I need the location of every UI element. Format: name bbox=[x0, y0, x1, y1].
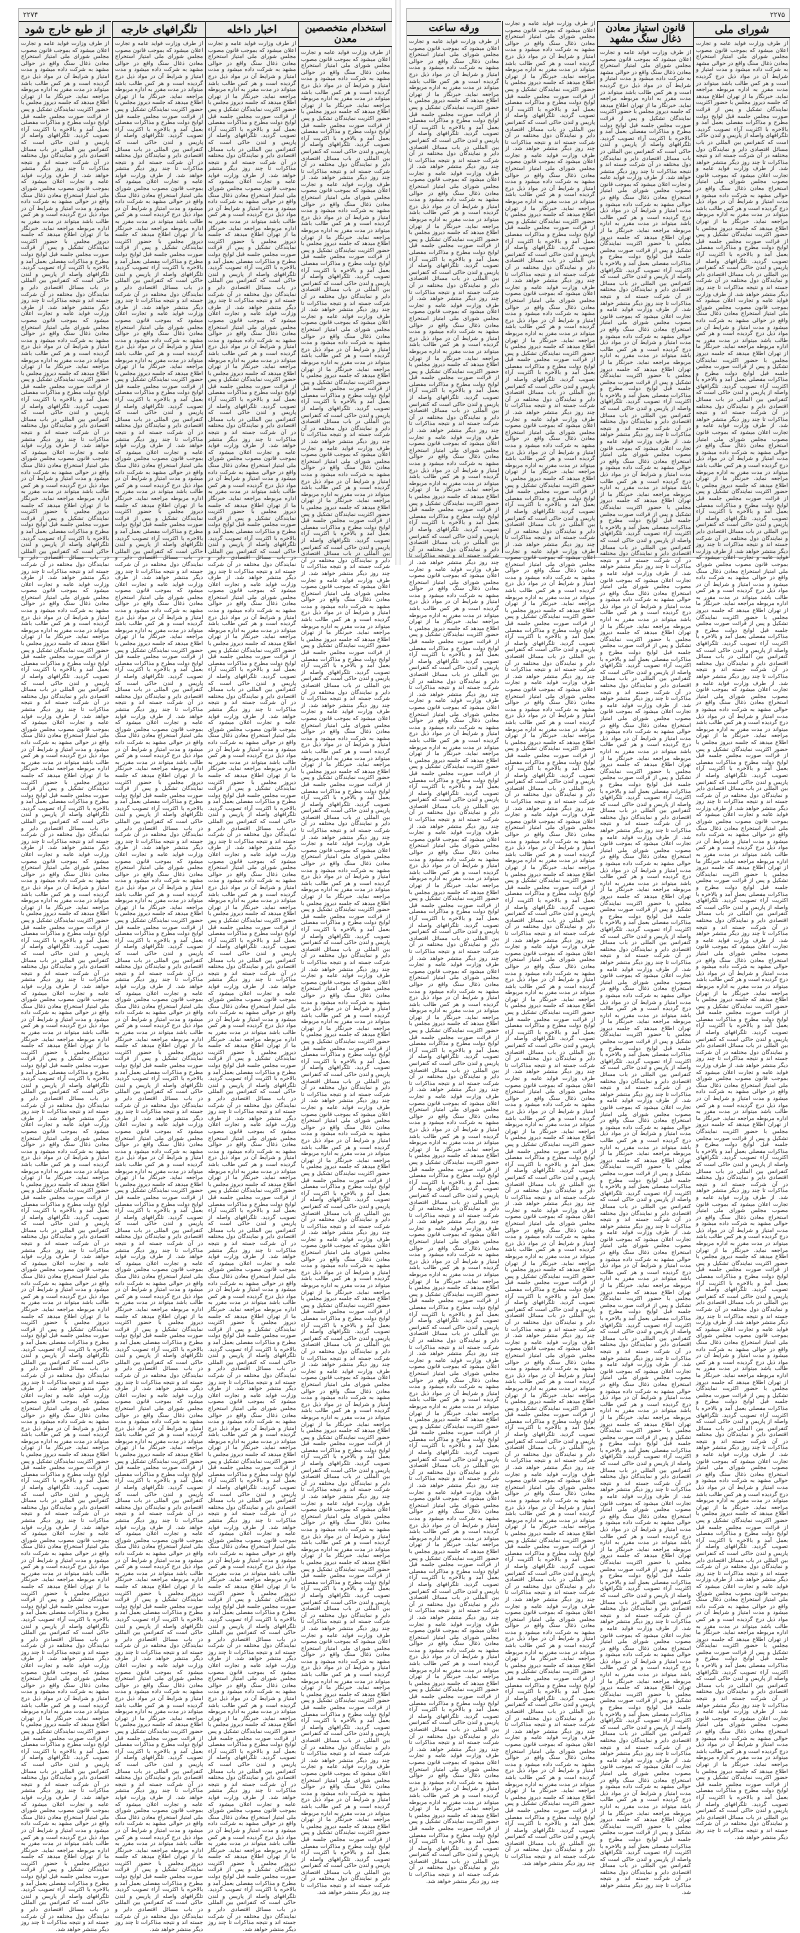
right-page bbox=[406, 8, 790, 1896]
right-col-1 bbox=[407, 21, 501, 1885]
column-text: از طرف وزارت فواید عامه و تجارت اعلان میشود که بموجب قانون مصوب مجلس شورای ملی امتیاز استخراج معادن ذغال سنگ واقع در حوالی مشهد به شرکت داده میشود و مدت امتیاز و شرایط آن در مواد ذیل درج گردیده است و هر کس طالب باشد میتواند در مدت مقرر به اداره مربوطه مراجعه نماید. خبرنگار ما از تهران اطلاع میدهد که جلسه دیروز مجلس با حضور اکثریت نمایندگان تشکیل و پس از قرائت صورت مجلس جلسه قبل لوایح دولت مطرح و مذاکرات مفصلی بعمل آمد و بالاخره با اکثریت آراء تصویب گردید. تلگرافهای واصله از پاریس و لندن حاکی است که کنفرانس بین المللی در باب مسائل اقتصادی دایر و نمایندگان دول مختلفه در آن شرکت جسته اند و نتیجه مذاکرات تا چند روز دیگر منتشر خواهد شد. از طرف وزارت فواید عامه و تجارت اعلان میشود که بموجب قانون مصوب مجلس شورای ملی امتیاز استخراج معادن ذغال سنگ واقع در حوالی مشهد به شرکت داده میشود و مدت امتیاز و شرایط آن در مواد ذیل درج گردیده است و هر کس طالب باشد میتواند در مدت مقرر به اداره مربوطه مراجعه نماید. خبرنگار ما از تهران اطلاع میدهد که جلسه دیروز مجلس با حضور اکثریت نمایندگان تشکیل و پس از قرائت صورت مجلس جلسه قبل لوایح دولت مطرح و مذاکرات مفصلی بعمل آمد و بالاخره با اکثریت آراء تصویب گردید. تلگرافهای واصله از پاریس و لندن حاکی است که کنفرانس بین المللی در باب مسائل اقتصادی دایر و نمایندگان دول مختلفه در آن شرکت جسته اند و نتیجه مذاکرات تا چند روز دیگر منتشر خواهد شد. از طرف وزارت فواید عامه و تجارت اعلان میشود که بموجب قانون مصوب مجلس شورای ملی امتیاز استخراج معادن ذغال سنگ واقع در حوالی مشهد به شرکت داده میشود و مدت امتیاز و شرایط آن در مواد ذیل درج گردیده است و هر کس طالب باشد میتواند در مدت مقرر به اداره مربوطه مراجعه نماید. خبرنگار ما از تهران اطلاع میدهد که جلسه دیروز مجلس با حضور اکثریت نمایندگان تشکیل و پس از قرائت صورت مجلس جلسه قبل لوایح دولت مطرح و مذاکرات مفصلی بعمل آمد و بالاخره با اکثریت آراء تصویب گردید. تلگرافهای واصله از پاریس و لندن حاکی است که کنفرانس بین المللی در باب مسائل اقتصادی دایر و نمایندگان دول مختلفه در آن شرکت جسته اند و نتیجه مذاکرات تا چند روز دیگر منتشر خواهد شد. از طرف وزارت فواید عامه و تجارت اعلان میشود که بموجب قانون مصوب مجلس شورای ملی امتیاز استخراج معادن ذغال سنگ واقع در حوالی مشهد به شرکت داده میشود و مدت امتیاز و شرایط آن در مواد ذیل درج گردیده است و هر کس طالب باشد میتواند در مدت مقرر به اداره مربوطه مراجعه نماید. خبرنگار ما از تهران اطلاع میدهد که جلسه دیروز مجلس با حضور اکثریت نمایندگان تشکیل و پس از قرائت صورت مجلس جلسه قبل لوایح دولت مطرح و مذاکرات مفصلی بعمل آمد و بالاخره با اکثریت آراء تصویب گردید. تلگرافهای واصله از پاریس و لندن حاکی است که کنفرانس بین المللی در باب مسائل اقتصادی دایر و نمایندگان دول مختلفه در آن شرکت جسته اند و نتیجه مذاکرات تا چند روز دیگر منتشر خواهد شد. از طرف وزارت فواید عامه و تجارت اعلان میشود که بموجب قانون مصوب مجلس شورای ملی امتیاز استخراج معادن ذغال سنگ واقع در حوالی مشهد به شرکت داده میشود و مدت امتیاز و شرایط آن در مواد ذیل درج گردیده است و هر کس طالب باشد میتواند در مدت مقرر به اداره مربوطه مراجعه نماید. خبرنگار ما از تهران اطلاع میدهد که جلسه دیروز مجلس با حضور اکثریت نمایندگان تشکیل و پس از قرائت صورت مجلس جلسه قبل لوایح دولت مطرح و مذاکرات مفصلی بعمل آمد و بالاخره با اکثریت آراء تصویب گردید. تلگرافهای واصله از پاریس و لندن حاکی است که کنفرانس بین المللی در باب مسائل اقتصادی دایر و نمایندگان دول مختلفه در آن شرکت جسته اند و نتیجه مذاکرات تا چند روز دیگر منتشر خواهد شد. از طرف وزارت فواید عامه و تجارت اعلان میشود که بموجب قانون مصوب مجلس شورای ملی امتیاز استخراج معادن ذغال سنگ واقع در حوالی مشهد به شرکت داده میشود و مدت امتیاز و شرایط آن در مواد ذیل درج گردیده است و هر کس طالب باشد میتواند در مدت مقرر به اداره مربوطه مراجعه نماید. خبرنگار ما از تهران اطلاع میدهد که جلسه دیروز مجلس با حضور اکثریت نمایندگان تشکیل و پس از قرائت صورت مجلس جلسه قبل لوایح دولت مطرح و مذاکرات مفصلی بعمل آمد و بالاخره با اکثریت آراء تصویب گردید. تلگرافهای واصله از پاریس و لندن حاکی است که کنفرانس بین المللی در باب مسائل اقتصادی دایر و نمایندگان دول مختلفه در آن شرکت جسته اند و نتیجه مذاکرات تا چند روز دیگر منتشر خواهد شد. از طرف وزارت فواید عامه و تجارت اعلان میشود که بموجب قانون مصوب مجلس شورای ملی امتیاز استخراج معادن ذغال سنگ واقع در حوالی مشهد به شرکت داده میشود و مدت امتیاز و شرایط آن در مواد ذیل درج گردیده است و هر کس طالب باشد میتواند در مدت مقرر به اداره مربوطه مراجعه نماید. خبرنگار ما از تهران اطلاع میدهد که جلسه دیروز مجلس با حضور اکثریت نمایندگان تشکیل و پس از قرائت صورت مجلس جلسه قبل لوایح دولت مطرح و مذاکرات مفصلی بعمل آمد و بالاخره با اکثریت آراء تصویب گردید. تلگرافهای واصله از پاریس و لندن حاکی است که کنفرانس بین المللی در باب مسائل اقتصادی دایر و نمایندگان دول مختلفه در آن شرکت جسته اند و نتیجه مذاکرات تا چند روز دیگر منتشر خواهد شد. از طرف وزارت فواید عامه و تجارت اعلان میشود که بموجب قانون مصوب مجلس شورای ملی امتیاز استخراج معادن ذغال سنگ واقع در حوالی مشهد به شرکت داده میشود و مدت امتیاز و شرایط آن در مواد ذیل درج گردیده است و هر کس طالب باشد میتواند در مدت مقرر به اداره مربوطه مراجعه نماید. خبرنگار ما از تهران اطلاع میدهد که جلسه دیروز مجلس با حضور اکثریت نمایندگان تشکیل و پس از قرائت صورت مجلس جلسه قبل لوایح دولت مطرح و مذاکرات مفصلی بعمل آمد و بالاخره با اکثریت آراء تصویب گردید. تلگرافهای واصله از پاریس و لندن حاکی است که کنفرانس بین المللی در باب مسائل اقتصادی دایر و نمایندگان دول مختلفه در آن شرکت جسته اند و نتیجه مذاکرات تا چند روز دیگر منتشر خواهد شد. از طرف وزارت فواید عامه و تجارت اعلان میشود که بموجب قانون مصوب مجلس شورای ملی امتیاز استخراج معادن ذغال سنگ واقع در حوالی مشهد به شرکت داده میشود و مدت امتیاز و شرایط آن در مواد ذیل درج گردیده است و هر کس طالب باشد میتواند در مدت مقرر به اداره مربوطه مراجعه نماید. خبرنگار ما از تهران اطلاع میدهد که جلسه دیروز مجلس با حضور اکثریت نمایندگان تشکیل و پس از قرائت صورت مجلس جلسه قبل لوایح دولت مطرح و مذاکرات مفصلی بعمل آمد و بالاخره با اکثریت آراء تصویب گردید. تلگرافهای واصله از پاریس و لندن حاکی است که کنفرانس بین المللی در باب مسائل اقتصادی دایر و نمایندگان دول مختلفه در آن شرکت جسته اند و نتیجه مذاکرات تا چند روز دیگر منتشر خواهد شد. از طرف وزارت فواید عامه و تجارت اعلان میشود که بموجب قانون مصوب مجلس شورای ملی امتیاز استخراج معادن ذغال سنگ واقع در حوالی مشهد به شرکت داده میشود و مدت امتیاز و شرایط آن در مواد ذیل درج گردیده است و هر کس طالب باشد میتواند در مدت مقرر به اداره مربوطه مراجعه نماید. خبرنگار ما از تهران اطلاع میدهد که جلسه دیروز مجلس با حضور اکثریت نمایندگان تشکیل و پس از قرائت صورت مجلس جلسه قبل لوایح دولت مطرح و مذاکرات مفصلی بعمل آمد و بالاخره با اکثریت آراء تصویب گردید. تلگرافهای واصله از پاریس و لندن حاکی است که کنفرانس بین المللی در باب مسائل اقتصادی دایر و نمایندگان دول مختلفه در آن شرکت جسته اند و نتیجه مذاکرات تا چند روز دیگر منتشر خواهد شد. از طرف وزارت فواید عامه و تجارت اعلان میشود که بموجب قانون مصوب مجلس شورای ملی امتیاز استخراج معادن ذغال سنگ واقع در حوالی مشهد به شرکت داده میشود و مدت امتیاز و شرایط آن در مواد ذیل درج گردیده است و هر کس طالب باشد میتواند در مدت مقرر به اداره مربوطه مراجعه نماید. خبرنگار ما از تهران اطلاع میدهد که جلسه دیروز مجلس با حضور اکثریت نمایندگان تشکیل و پس از قرائت صورت مجلس جلسه قبل لوایح دولت مطرح و مذاکرات مفصلی بعمل آمد و بالاخره با اکثریت آراء تصویب گردید. تلگرافهای واصله از پاریس و لندن حاکی است که کنفرانس بین المللی در باب مسائل اقتصادی دایر و نمایندگان دول مختلفه در آن شرکت جسته اند و نتیجه مذاکرات تا چند روز دیگر منتشر خواهد شد. از طرف وزارت فواید عامه و تجارت اعلان میشود که بموجب قانون مصوب مجلس شورای ملی امتیاز استخراج معادن ذغال سنگ واقع در حوالی مشهد به شرکت داده میشود و مدت امتیاز و شرایط آن در مواد ذیل درج گردیده است و هر کس طالب باشد میتواند در مدت مقرر به اداره مربوطه مراجعه نماید. خبرنگار ما از تهران اطلاع میدهد که جلسه دیروز مجلس با حضور اکثریت نمایندگان تشکیل و پس از قرائت صورت مجلس جلسه قبل لوایح دولت مطرح و مذاکرات مفصلی بعمل آمد و بالاخره با اکثریت آراء تصویب گردید. تلگرافهای واصله از پاریس و لندن حاکی است که کنفرانس بین المللی در باب مسائل اقتصادی دایر و نمایندگان دول مختلفه در آن شرکت جسته اند و نتیجه مذاکرات تا چند روز دیگر منتشر خواهد شد. از طرف وزارت فواید عامه و تجارت اعلان میشود که بموجب قانون مصوب مجلس شورای ملی امتیاز استخراج معادن ذغال سنگ واقع در حوالی مشهد به شرکت داده میشود و مدت امتیاز و شرایط آن در مواد ذیل درج گردیده است و هر کس طالب باشد میتواند در مدت مقرر به اداره مربوطه مراجعه نماید. خبرنگار ما از تهران اطلاع میدهد که جلسه دیروز مجلس با حضور اکثریت نمایندگان تشکیل و پس از قرائت صورت مجلس جلسه قبل لوایح دولت مطرح و مذاکرات مفصلی بعمل آمد و بالاخره با اکثریت آراء تصویب گردید. تلگرافهای واصله از پاریس و لندن حاکی است که کنفرانس بین المللی در باب مسائل اقتصادی دایر و نمایندگان دول مختلفه در آن شرکت جسته اند و نتیجه مذاکرات تا چند روز دیگر منتشر خواهد شد. از طرف وزارت فواید عامه و تجارت اعلان میشود که بموجب قانون مصوب مجلس شورای ملی امتیاز استخراج معادن ذغال سنگ واقع در حوالی مشهد به شرکت داده میشود و مدت امتیاز و شرایط آن در مواد ذیل درج گردیده است و هر کس طالب باشد میتواند در مدت مقرر به اداره مربوطه مراجعه نماید. خبرنگار ما از تهران اطلاع میدهد که جلسه دیروز مجلس با حضور اکثریت نمایندگان تشکیل و پس از قرائت صورت مجلس جلسه قبل لوایح دولت مطرح و مذاکرات مفصلی بعمل آمد و بالاخره با اکثریت آراء تصویب گردید. تلگرافهای واصله از پاریس و لندن حاکی است که کنفرانس بین المللی در باب مسائل اقتصادی دایر و نمایندگان دول مختلفه در آن شرکت جسته اند و نتیجه مذاکرات تا چند روز دیگر منتشر خواهد شد. bbox=[21, 41, 109, 1933]
page-number: ۲۲۷۴ bbox=[23, 11, 39, 19]
right-col-2 bbox=[502, 21, 597, 1867]
column-heading: از طبع خارج شود bbox=[19, 21, 111, 38]
column-heading: تلگرافهای خارجه bbox=[113, 21, 205, 38]
column-heading: قانون استیاز معادن ذغال سنگ مشهد bbox=[598, 21, 693, 47]
column-text: از طرف وزارت فواید عامه و تجارت اعلان میشود که بموجب قانون مصوب مجلس شورای ملی امتیاز استخراج معادن ذغال سنگ واقع در حوالی مشهد به شرکت داده میشود و مدت امتیاز و شرایط آن در مواد ذیل درج گردیده است و هر کس طالب باشد میتواند در مدت مقرر به اداره مربوطه مراجعه نماید. خبرنگار ما از تهران اطلاع میدهد که جلسه دیروز مجلس با حضور اکثریت نمایندگان تشکیل و پس از قرائت صورت مجلس جلسه قبل لوایح دولت مطرح و مذاکرات مفصلی بعمل آمد و بالاخره با اکثریت آراء تصویب گردید. تلگرافهای واصله از پاریس و لندن حاکی است که کنفرانس بین المللی در باب مسائل اقتصادی دایر و نمایندگان دول مختلفه در آن شرکت جسته اند و نتیجه مذاکرات تا چند روز دیگر منتشر خواهد شد. از طرف وزارت فواید عامه و تجارت اعلان میشود که بموجب قانون مصوب مجلس شورای ملی امتیاز استخراج معادن ذغال سنگ واقع در حوالی مشهد به شرکت داده میشود و مدت امتیاز و شرایط آن در مواد ذیل درج گردیده است و هر کس طالب باشد میتواند در مدت مقرر به اداره مربوطه مراجعه نماید. خبرنگار ما از تهران اطلاع میدهد که جلسه دیروز مجلس با حضور اکثریت نمایندگان تشکیل و پس از قرائت صورت مجلس جلسه قبل لوایح دولت مطرح و مذاکرات مفصلی بعمل آمد و بالاخره با اکثریت آراء تصویب گردید. تلگرافهای واصله از پاریس و لندن حاکی است که کنفرانس بین المللی در باب مسائل اقتصادی دایر و نمایندگان دول مختلفه در آن شرکت جسته اند و نتیجه مذاکرات تا چند روز دیگر منتشر خواهد شد. از طرف وزارت فواید عامه و تجارت اعلان میشود که بموجب قانون مصوب مجلس شورای ملی امتیاز استخراج معادن ذغال سنگ واقع در حوالی مشهد به شرکت داده میشود و مدت امتیاز و شرایط آن در مواد ذیل درج گردیده است و هر کس طالب باشد میتواند در مدت مقرر به اداره مربوطه مراجعه نماید. خبرنگار ما از تهران اطلاع میدهد که جلسه دیروز مجلس با حضور اکثریت نمایندگان تشکیل و پس از قرائت صورت مجلس جلسه قبل لوایح دولت مطرح و مذاکرات مفصلی بعمل آمد و بالاخره با اکثریت آراء تصویب گردید. تلگرافهای واصله از پاریس و لندن حاکی است که کنفرانس بین المللی در باب مسائل اقتصادی دایر و نمایندگان دول مختلفه در آن شرکت جسته اند و نتیجه مذاکرات تا چند روز دیگر منتشر خواهد شد. از طرف وزارت فواید عامه و تجارت اعلان میشود که بموجب قانون مصوب مجلس شورای ملی امتیاز استخراج معادن ذغال سنگ واقع در حوالی مشهد به شرکت داده میشود و مدت امتیاز و شرایط آن در مواد ذیل درج گردیده است و هر کس طالب باشد میتواند در مدت مقرر به اداره مربوطه مراجعه نماید. خبرنگار ما از تهران اطلاع میدهد که جلسه دیروز مجلس با حضور اکثریت نمایندگان تشکیل و پس از قرائت صورت مجلس جلسه قبل لوایح دولت مطرح و مذاکرات مفصلی بعمل آمد و بالاخره با اکثریت آراء تصویب گردید. تلگرافهای واصله از پاریس و لندن حاکی است که کنفرانس بین المللی در باب مسائل اقتصادی دایر و نمایندگان دول مختلفه در آن شرکت جسته اند و نتیجه مذاکرات تا چند روز دیگر منتشر خواهد شد. از طرف وزارت فواید عامه و تجارت اعلان میشود که بموجب قانون مصوب مجلس شورای ملی امتیاز استخراج معادن ذغال سنگ واقع در حوالی مشهد به شرکت داده میشود و مدت امتیاز و شرایط آن در مواد ذیل درج گردیده است و هر کس طالب باشد میتواند در مدت مقرر به اداره مربوطه مراجعه نماید. خبرنگار ما از تهران اطلاع میدهد که جلسه دیروز مجلس با حضور اکثریت نمایندگان تشکیل و پس از قرائت صورت مجلس جلسه قبل لوایح دولت مطرح و مذاکرات مفصلی بعمل آمد و بالاخره با اکثریت آراء تصویب گردید. تلگرافهای واصله از پاریس و لندن حاکی است که کنفرانس بین المللی در باب مسائل اقتصادی دایر و نمایندگان دول مختلفه در آن شرکت جسته اند و نتیجه مذاکرات تا چند روز دیگر منتشر خواهد شد. از طرف وزارت فواید عامه و تجارت اعلان میشود که بموجب قانون مصوب مجلس شورای ملی امتیاز استخراج معادن ذغال سنگ واقع در حوالی مشهد به شرکت داده میشود و مدت امتیاز و شرایط آن در مواد ذیل درج گردیده است و هر کس طالب باشد میتواند در مدت مقرر به اداره مربوطه مراجعه نماید. خبرنگار ما از تهران اطلاع میدهد که جلسه دیروز مجلس با حضور اکثریت نمایندگان تشکیل و پس از قرائت صورت مجلس جلسه قبل لوایح دولت مطرح و مذاکرات مفصلی بعمل آمد و بالاخره با اکثریت آراء تصویب گردید. تلگرافهای واصله از پاریس و لندن حاکی است که کنفرانس بین المللی در باب مسائل اقتصادی دایر و نمایندگان دول مختلفه در آن شرکت جسته اند و نتیجه مذاکرات تا چند روز دیگر منتشر خواهد شد. از طرف وزارت فواید عامه و تجارت اعلان میشود که بموجب قانون مصوب مجلس شورای ملی امتیاز استخراج معادن ذغال سنگ واقع در حوالی مشهد به شرکت داده میشود و مدت امتیاز و شرایط آن در مواد ذیل درج گردیده است و هر کس طالب باشد میتواند در مدت مقرر به اداره مربوطه مراجعه نماید. خبرنگار ما از تهران اطلاع میدهد که جلسه دیروز مجلس با حضور اکثریت نمایندگان تشکیل و پس از قرائت صورت مجلس جلسه قبل لوایح دولت مطرح و مذاکرات مفصلی بعمل آمد و بالاخره با اکثریت آراء تصویب گردید. تلگرافهای واصله از پاریس و لندن حاکی است که کنفرانس بین المللی در باب مسائل اقتصادی دایر و نمایندگان دول مختلفه در آن شرکت جسته اند و نتیجه مذاکرات تا چند روز دیگر منتشر خواهد شد. از طرف وزارت فواید عامه و تجارت اعلان میشود که بموجب قانون مصوب مجلس شورای ملی امتیاز استخراج معادن ذغال سنگ واقع در حوالی مشهد به شرکت داده میشود و مدت امتیاز و شرایط آن در مواد ذیل درج گردیده است و هر کس طالب باشد میتواند در مدت مقرر به اداره مربوطه مراجعه نماید. خبرنگار ما از تهران اطلاع میدهد که جلسه دیروز مجلس با حضور اکثریت نمایندگان تشکیل و پس از قرائت صورت مجلس جلسه قبل لوایح دولت مطرح و مذاکرات مفصلی بعمل آمد و بالاخره با اکثریت آراء تصویب گردید. تلگرافهای واصله از پاریس و لندن حاکی است که کنفرانس بین المللی در باب مسائل اقتصادی دایر و نمایندگان دول مختلفه در آن شرکت جسته اند و نتیجه مذاکرات تا چند روز دیگر منتشر خواهد شد. از طرف وزارت فواید عامه و تجارت اعلان میشود که بموجب قانون مصوب مجلس شورای ملی امتیاز استخراج معادن ذغال سنگ واقع در حوالی مشهد به شرکت داده میشود و مدت امتیاز و شرایط آن در مواد ذیل درج گردیده است و هر کس طالب باشد میتواند در مدت مقرر به اداره مربوطه مراجعه نماید. خبرنگار ما از تهران اطلاع میدهد که جلسه دیروز مجلس با حضور اکثریت نمایندگان تشکیل و پس از قرائت صورت مجلس جلسه قبل لوایح دولت مطرح و مذاکرات مفصلی بعمل آمد و بالاخره با اکثریت آراء تصویب گردید. تلگرافهای واصله از پاریس و لندن حاکی است که کنفرانس بین المللی در باب مسائل اقتصادی دایر و نمایندگان دول مختلفه در آن شرکت جسته اند و نتیجه مذاکرات تا چند روز دیگر منتشر خواهد شد. از طرف وزارت فواید عامه و تجارت اعلان میشود که بموجب قانون مصوب مجلس شورای ملی امتیاز استخراج معادن ذغال سنگ واقع در حوالی مشهد به شرکت داده میشود و مدت امتیاز و شرایط آن در مواد ذیل درج گردیده است و هر کس طالب باشد میتواند در مدت مقرر به اداره مربوطه مراجعه نماید. خبرنگار ما از تهران اطلاع میدهد که جلسه دیروز مجلس با حضور اکثریت نمایندگان تشکیل و پس از قرائت صورت مجلس جلسه قبل لوایح دولت مطرح و مذاکرات مفصلی بعمل آمد و بالاخره با اکثریت آراء تصویب گردید. تلگرافهای واصله از پاریس و لندن حاکی است که کنفرانس بین المللی در باب مسائل اقتصادی دایر و نمایندگان دول مختلفه در آن شرکت جسته اند و نتیجه مذاکرات تا چند روز دیگر منتشر خواهد شد. از طرف وزارت فواید عامه و تجارت اعلان میشود که بموجب قانون مصوب مجلس شورای ملی امتیاز استخراج معادن ذغال سنگ واقع در حوالی مشهد به شرکت داده میشود و مدت امتیاز و شرایط آن در مواد ذیل درج گردیده است و هر کس طالب باشد میتواند در مدت مقرر به اداره مربوطه مراجعه نماید. خبرنگار ما از تهران اطلاع میدهد که جلسه دیروز مجلس با حضور اکثریت نمایندگان تشکیل و پس از قرائت صورت مجلس جلسه قبل لوایح دولت مطرح و مذاکرات مفصلی بعمل آمد و بالاخره با اکثریت آراء تصویب گردید. تلگرافهای واصله از پاریس و لندن حاکی است که کنفرانس بین المللی در باب مسائل اقتصادی دایر و نمایندگان دول مختلفه در آن شرکت جسته اند و نتیجه مذاکرات تا چند روز دیگر منتشر خواهد شد. از طرف وزارت فواید عامه و تجارت اعلان میشود که بموجب قانون مصوب مجلس شورای ملی امتیاز استخراج معادن ذغال سنگ واقع در حوالی مشهد به شرکت داده میشود و مدت امتیاز و شرایط آن در مواد ذیل درج گردیده است و هر کس طالب باشد میتواند در مدت مقرر به اداره مربوطه مراجعه نماید. خبرنگار ما از تهران اطلاع میدهد که جلسه دیروز مجلس با حضور اکثریت نمایندگان تشکیل و پس از قرائت صورت مجلس جلسه قبل لوایح دولت مطرح و مذاکرات مفصلی بعمل آمد و بالاخره با اکثریت آراء تصویب گردید. تلگرافهای واصله از پاریس و لندن حاکی است که کنفرانس بین المللی در باب مسائل اقتصادی دایر و نمایندگان دول مختلفه در آن شرکت جسته اند و نتیجه مذاکرات تا چند روز دیگر منتشر خواهد شد. از طرف وزارت فواید عامه و تجارت اعلان میشود که بموجب قانون مصوب مجلس شورای ملی امتیاز استخراج معادن ذغال سنگ واقع در حوالی مشهد به شرکت داده میشود و مدت امتیاز و شرایط آن در مواد ذیل درج گردیده است و هر کس طالب باشد میتواند در مدت مقرر به اداره مربوطه مراجعه نماید. خبرنگار ما از تهران اطلاع میدهد که جلسه دیروز مجلس با حضور اکثریت نمایندگان تشکیل و پس از قرائت صورت مجلس جلسه قبل لوایح دولت مطرح و مذاکرات مفصلی بعمل آمد و بالاخره با اکثریت آراء تصویب گردید. تلگرافهای واصله از پاریس و لندن حاکی است که کنفرانس بین المللی در باب مسائل اقتصادی دایر و نمایندگان دول مختلفه در آن شرکت جسته اند و نتیجه مذاکرات تا چند روز دیگر منتشر خواهد شد. از طرف وزارت فواید عامه و تجارت اعلان میشود که بموجب قانون مصوب مجلس شورای ملی امتیاز استخراج معادن ذغال سنگ واقع در حوالی مشهد به شرکت داده میشود و مدت امتیاز و شرایط آن در مواد ذیل درج گردیده است و هر کس طالب باشد میتواند در مدت مقرر به اداره مربوطه مراجعه نماید. خبرنگار ما از تهران اطلاع میدهد که جلسه دیروز مجلس با حضور اکثریت نمایندگان تشکیل و پس از قرائت صورت مجلس جلسه قبل لوایح دولت مطرح و مذاکرات مفصلی بعمل آمد و بالاخره با اکثریت آراء تصویب گردید. تلگرافهای واصله از پاریس و لندن حاکی است که کنفرانس بین المللی در باب مسائل اقتصادی دایر و نمایندگان دول مختلفه در آن شرکت جسته اند و نتیجه مذاکرات تا چند روز دیگر منتشر خواهد شد. bbox=[505, 21, 595, 1867]
column-text: از طرف وزارت فواید عامه و تجارت اعلان میشود که بموجب قانون مصوب مجلس شورای ملی امتیاز استخراج معادن ذغال سنگ واقع در حوالی مشهد به شرکت داده میشود و مدت امتیاز و شرایط آن در مواد ذیل درج گردیده است و هر کس طالب باشد میتواند در مدت مقرر به اداره مربوطه مراجعه نماید. خبرنگار ما از تهران اطلاع میدهد که جلسه دیروز مجلس با حضور اکثریت نمایندگان تشکیل و پس از قرائت صورت مجلس جلسه قبل لوایح دولت مطرح و مذاکرات مفصلی بعمل آمد و بالاخره با اکثریت آراء تصویب گردید. تلگرافهای واصله از پاریس و لندن حاکی است که کنفرانس بین المللی در باب مسائل اقتصادی دایر و نمایندگان دول مختلفه در آن شرکت جسته اند و نتیجه مذاکرات تا چند روز دیگر منتشر خواهد شد. از طرف وزارت فواید عامه و تجارت اعلان میشود که بموجب قانون مصوب مجلس شورای ملی امتیاز استخراج معادن ذغال سنگ واقع در حوالی مشهد به شرکت داده میشود و مدت امتیاز و شرایط آن در مواد ذیل درج گردیده است و هر کس طالب باشد میتواند در مدت مقرر به اداره مربوطه مراجعه نماید. خبرنگار ما از تهران اطلاع میدهد که جلسه دیروز مجلس با حضور اکثریت نمایندگان تشکیل و پس از قرائت صورت مجلس جلسه قبل لوایح دولت مطرح و مذاکرات مفصلی بعمل آمد و بالاخره با اکثریت آراء تصویب گردید. تلگرافهای واصله از پاریس و لندن حاکی است که کنفرانس بین المللی در باب مسائل اقتصادی دایر و نمایندگان دول مختلفه در آن شرکت جسته اند و نتیجه مذاکرات تا چند روز دیگر منتشر خواهد شد. از طرف وزارت فواید عامه و تجارت اعلان میشود که بموجب قانون مصوب مجلس شورای ملی امتیاز استخراج معادن ذغال سنگ واقع در حوالی مشهد به شرکت داده میشود و مدت امتیاز و شرایط آن در مواد ذیل درج گردیده است و هر کس طالب باشد میتواند در مدت مقرر به اداره مربوطه مراجعه نماید. خبرنگار ما از تهران اطلاع میدهد که جلسه دیروز مجلس با حضور اکثریت نمایندگان تشکیل و پس از قرائت صورت مجلس جلسه قبل لوایح دولت مطرح و مذاکرات مفصلی بعمل آمد و بالاخره با اکثریت آراء تصویب گردید. تلگرافهای واصله از پاریس و لندن حاکی است که کنفرانس بین المللی در باب مسائل اقتصادی دایر و نمایندگان دول مختلفه در آن شرکت جسته اند و نتیجه مذاکرات تا چند روز دیگر منتشر خواهد شد. از طرف وزارت فواید عامه و تجارت اعلان میشود که بموجب قانون مصوب مجلس شورای ملی امتیاز استخراج معادن ذغال سنگ واقع در حوالی مشهد به شرکت داده میشود و مدت امتیاز و شرایط آن در مواد ذیل درج گردیده است و هر کس طالب باشد میتواند در مدت مقرر به اداره مربوطه مراجعه نماید. خبرنگار ما از تهران اطلاع میدهد که جلسه دیروز مجلس با حضور اکثریت نمایندگان تشکیل و پس از قرائت صورت مجلس جلسه قبل لوایح دولت مطرح و مذاکرات مفصلی بعمل آمد و بالاخره با اکثریت آراء تصویب گردید. تلگرافهای واصله از پاریس و لندن حاکی است که کنفرانس بین المللی در باب مسائل اقتصادی دایر و نمایندگان دول مختلفه در آن شرکت جسته اند و نتیجه مذاکرات تا چند روز دیگر منتشر خواهد شد. از طرف وزارت فواید عامه و تجارت اعلان میشود که بموجب قانون مصوب مجلس شورای ملی امتیاز استخراج معادن ذغال سنگ واقع در حوالی مشهد به شرکت داده میشود و مدت امتیاز و شرایط آن در مواد ذیل درج گردیده است و هر کس طالب باشد میتواند در مدت مقرر به اداره مربوطه مراجعه نماید. خبرنگار ما از تهران اطلاع میدهد که جلسه دیروز مجلس با حضور اکثریت نمایندگان تشکیل و پس از قرائت صورت مجلس جلسه قبل لوایح دولت مطرح و مذاکرات مفصلی بعمل آمد و بالاخره با اکثریت آراء تصویب گردید. تلگرافهای واصله از پاریس و لندن حاکی است که کنفرانس بین المللی در باب مسائل اقتصادی دایر و نمایندگان دول مختلفه در آن شرکت جسته اند و نتیجه مذاکرات تا چند روز دیگر منتشر خواهد شد. از طرف وزارت فواید عامه و تجارت اعلان میشود که بموجب قانون مصوب مجلس شورای ملی امتیاز استخراج معادن ذغال سنگ واقع در حوالی مشهد به شرکت داده میشود و مدت امتیاز و شرایط آن در مواد ذیل درج گردیده است و هر کس طالب باشد میتواند در مدت مقرر به اداره مربوطه مراجعه نماید. خبرنگار ما از تهران اطلاع میدهد که جلسه دیروز مجلس با حضور اکثریت نمایندگان تشکیل و پس از قرائت صورت مجلس جلسه قبل لوایح دولت مطرح و مذاکرات مفصلی بعمل آمد و بالاخره با اکثریت آراء تصویب گردید. تلگرافهای واصله از پاریس و لندن حاکی است که کنفرانس بین المللی در باب مسائل اقتصادی دایر و نمایندگان دول مختلفه در آن شرکت جسته اند و نتیجه مذاکرات تا چند روز دیگر منتشر خواهد شد. از طرف وزارت فواید عامه و تجارت اعلان میشود که بموجب قانون مصوب مجلس شورای ملی امتیاز استخراج معادن ذغال سنگ واقع در حوالی مشهد به شرکت داده میشود و مدت امتیاز و شرایط آن در مواد ذیل درج گردیده است و هر کس طالب باشد میتواند در مدت مقرر به اداره مربوطه مراجعه نماید. خبرنگار ما از تهران اطلاع میدهد که جلسه دیروز مجلس با حضور اکثریت نمایندگان تشکیل و پس از قرائت صورت مجلس جلسه قبل لوایح دولت مطرح و مذاکرات مفصلی بعمل آمد و بالاخره با اکثریت آراء تصویب گردید. تلگرافهای واصله از پاریس و لندن حاکی است که کنفرانس بین المللی در باب مسائل اقتصادی دایر و نمایندگان دول مختلفه در آن شرکت جسته اند و نتیجه مذاکرات تا چند روز دیگر منتشر خواهد شد. از طرف وزارت فواید عامه و تجارت اعلان میشود که بموجب قانون مصوب مجلس شورای ملی امتیاز استخراج معادن ذغال سنگ واقع در حوالی مشهد به شرکت داده میشود و مدت امتیاز و شرایط آن در مواد ذیل درج گردیده است و هر کس طالب باشد میتواند در مدت مقرر به اداره مربوطه مراجعه نماید. خبرنگار ما از تهران اطلاع میدهد که جلسه دیروز مجلس با حضور اکثریت نمایندگان تشکیل و پس از قرائت صورت مجلس جلسه قبل لوایح دولت مطرح و مذاکرات مفصلی بعمل آمد و بالاخره با اکثریت آراء تصویب گردید. تلگرافهای واصله از پاریس و لندن حاکی است که کنفرانس بین المللی در باب مسائل اقتصادی دایر و نمایندگان دول مختلفه در آن شرکت جسته اند و نتیجه مذاکرات تا چند روز دیگر منتشر خواهد شد. از طرف وزارت فواید عامه و تجارت اعلان میشود که بموجب قانون مصوب مجلس شورای ملی امتیاز استخراج معادن ذغال سنگ واقع در حوالی مشهد به شرکت داده میشود و مدت امتیاز و شرایط آن در مواد ذیل درج گردیده است و هر کس طالب باشد میتواند در مدت مقرر به اداره مربوطه مراجعه نماید. خبرنگار ما از تهران اطلاع میدهد که جلسه دیروز مجلس با حضور اکثریت نمایندگان تشکیل و پس از قرائت صورت مجلس جلسه قبل لوایح دولت مطرح و مذاکرات مفصلی بعمل آمد و بالاخره با اکثریت آراء تصویب گردید. تلگرافهای واصله از پاریس و لندن حاکی است که کنفرانس بین المللی در باب مسائل اقتصادی دایر و نمایندگان دول مختلفه در آن شرکت جسته اند و نتیجه مذاکرات تا چند روز دیگر منتشر خواهد شد. از طرف وزارت فواید عامه و تجارت اعلان میشود که بموجب قانون مصوب مجلس شورای ملی امتیاز استخراج معادن ذغال سنگ واقع در حوالی مشهد به شرکت داده میشود و مدت امتیاز و شرایط آن در مواد ذیل درج گردیده است و هر کس طالب باشد میتواند در مدت مقرر به اداره مربوطه مراجعه نماید. خبرنگار ما از تهران اطلاع میدهد که جلسه دیروز مجلس با حضور اکثریت نمایندگان تشکیل و پس از قرائت صورت مجلس جلسه قبل لوایح دولت مطرح و مذاکرات مفصلی بعمل آمد و بالاخره با اکثریت آراء تصویب گردید. تلگرافهای واصله از پاریس و لندن حاکی است که کنفرانس بین المللی در باب مسائل اقتصادی دایر و نمایندگان دول مختلفه در آن شرکت جسته اند و نتیجه مذاکرات تا چند روز دیگر منتشر خواهد شد. از طرف وزارت فواید عامه و تجارت اعلان میشود که بموجب قانون مصوب مجلس شورای ملی امتیاز استخراج معادن ذغال سنگ واقع در حوالی مشهد به شرکت داده میشود و مدت امتیاز و شرایط آن در مواد ذیل درج گردیده است و هر کس طالب باشد میتواند در مدت مقرر به اداره مربوطه مراجعه نماید. خبرنگار ما از تهران اطلاع میدهد که جلسه دیروز مجلس با حضور اکثریت نمایندگان تشکیل و پس از قرائت صورت مجلس جلسه قبل لوایح دولت مطرح و مذاکرات مفصلی بعمل آمد و بالاخره با اکثریت آراء تصویب گردید. تلگرافهای واصله از پاریس و لندن حاکی است که کنفرانس بین المللی در باب مسائل اقتصادی دایر و نمایندگان دول مختلفه در آن شرکت جسته اند و نتیجه مذاکرات تا چند روز دیگر منتشر خواهد شد. از طرف وزارت فواید عامه و تجارت اعلان میشود که بموجب قانون مصوب مجلس شورای ملی امتیاز استخراج معادن ذغال سنگ واقع در حوالی مشهد به شرکت داده میشود و مدت امتیاز و شرایط آن در مواد ذیل درج گردیده است و هر کس طالب باشد میتواند در مدت مقرر به اداره مربوطه مراجعه نماید. خبرنگار ما از تهران اطلاع میدهد که جلسه دیروز مجلس با حضور اکثریت نمایندگان تشکیل و پس از قرائت صورت مجلس جلسه قبل لوایح دولت مطرح و مذاکرات مفصلی بعمل آمد و بالاخره با اکثریت آراء تصویب گردید. تلگرافهای واصله از پاریس و لندن حاکی است که کنفرانس بین المللی در باب مسائل اقتصادی دایر و نمایندگان دول مختلفه در آن شرکت جسته اند و نتیجه مذاکرات تا چند روز دیگر منتشر خواهد شد. از طرف وزارت فواید عامه و تجارت اعلان میشود که بموجب قانون مصوب مجلس شورای ملی امتیاز استخراج معادن ذغال سنگ واقع در حوالی مشهد به شرکت داده میشود و مدت امتیاز و شرایط آن در مواد ذیل درج گردیده است و هر کس طالب باشد میتواند در مدت مقرر به اداره مربوطه مراجعه نماید. خبرنگار ما از تهران اطلاع میدهد که جلسه دیروز مجلس با حضور اکثریت نمایندگان تشکیل و پس از قرائت صورت مجلس جلسه قبل لوایح دولت مطرح و مذاکرات مفصلی بعمل آمد و بالاخره با اکثریت آراء تصویب گردید. تلگرافهای واصله از پاریس و لندن حاکی است که کنفرانس بین المللی در باب مسائل اقتصادی دایر و نمایندگان دول مختلفه در آن شرکت جسته اند و نتیجه مذاکرات تا چند روز دیگر منتشر خواهد شد. از طرف وزارت فواید عامه و تجارت اعلان میشود که بموجب قانون مصوب مجلس شورای ملی امتیاز استخراج معادن ذغال سنگ واقع در حوالی مشهد به شرکت داده میشود و مدت امتیاز و شرایط آن در مواد ذیل درج گردیده است و هر کس طالب باشد میتواند در مدت مقرر به اداره مربوطه مراجعه نماید. خبرنگار ما از تهران اطلاع میدهد که جلسه دیروز مجلس با حضور اکثریت نمایندگان تشکیل و پس از قرائت صورت مجلس جلسه قبل لوایح دولت مطرح و مذاکرات مفصلی بعمل آمد و بالاخره با اکثریت آراء تصویب گردید. تلگرافهای واصله از پاریس و لندن حاکی است که کنفرانس بین المللی در باب مسائل اقتصادی دایر و نمایندگان دول مختلفه در آن شرکت جسته اند و نتیجه مذاکرات تا چند روز دیگر منتشر خواهد شد. bbox=[409, 39, 499, 1885]
column-text: از طرف وزارت فواید عامه و تجارت اعلان میشود که بموجب قانون مصوب مجلس شورای ملی امتیاز استخراج معادن ذغال سنگ واقع در حوالی مشهد به شرکت داده میشود و مدت امتیاز و شرایط آن در مواد ذیل درج گردیده است و هر کس طالب باشد میتواند در مدت مقرر به اداره مربوطه مراجعه نماید. خبرنگار ما از تهران اطلاع میدهد که جلسه دیروز مجلس با حضور اکثریت نمایندگان تشکیل و پس از قرائت صورت مجلس جلسه قبل لوایح دولت مطرح و مذاکرات مفصلی بعمل آمد و بالاخره با اکثریت آراء تصویب گردید. تلگرافهای واصله از پاریس و لندن حاکی است که کنفرانس بین المللی در باب مسائل اقتصادی دایر و نمایندگان دول مختلفه در آن شرکت جسته اند و نتیجه مذاکرات تا چند روز دیگر منتشر خواهد شد. از طرف وزارت فواید عامه و تجارت اعلان میشود که بموجب قانون مصوب مجلس شورای ملی امتیاز استخراج معادن ذغال سنگ واقع در حوالی مشهد به شرکت داده میشود و مدت امتیاز و شرایط آن در مواد ذیل درج گردیده است و هر کس طالب باشد میتواند در مدت مقرر به اداره مربوطه مراجعه نماید. خبرنگار ما از تهران اطلاع میدهد که جلسه دیروز مجلس با حضور اکثریت نمایندگان تشکیل و پس از قرائت صورت مجلس جلسه قبل لوایح دولت مطرح و مذاکرات مفصلی بعمل آمد و بالاخره با اکثریت آراء تصویب گردید. تلگرافهای واصله از پاریس و لندن حاکی است که کنفرانس بین المللی در باب مسائل اقتصادی دایر و نمایندگان دول مختلفه در آن شرکت جسته اند و نتیجه مذاکرات تا چند روز دیگر منتشر خواهد شد. از طرف وزارت فواید عامه و تجارت اعلان میشود که بموجب قانون مصوب مجلس شورای ملی امتیاز استخراج معادن ذغال سنگ واقع در حوالی مشهد به شرکت داده میشود و مدت امتیاز و شرایط آن در مواد ذیل درج گردیده است و هر کس طالب باشد میتواند در مدت مقرر به اداره مربوطه مراجعه نماید. خبرنگار ما از تهران اطلاع میدهد که جلسه دیروز مجلس با حضور اکثریت نمایندگان تشکیل و پس از قرائت صورت مجلس جلسه قبل لوایح دولت مطرح و مذاکرات مفصلی بعمل آمد و بالاخره با اکثریت آراء تصویب گردید. تلگرافهای واصله از پاریس و لندن حاکی است که کنفرانس بین المللی در باب مسائل اقتصادی دایر و نمایندگان دول مختلفه در آن شرکت جسته اند و نتیجه مذاکرات تا چند روز دیگر منتشر خواهد شد. از طرف وزارت فواید عامه و تجارت اعلان میشود که بموجب قانون مصوب مجلس شورای ملی امتیاز استخراج معادن ذغال سنگ واقع در حوالی مشهد به شرکت داده میشود و مدت امتیاز و شرایط آن در مواد ذیل درج گردیده است و هر کس طالب باشد میتواند در مدت مقرر به اداره مربوطه مراجعه نماید. خبرنگار ما از تهران اطلاع میدهد که جلسه دیروز مجلس با حضور اکثریت نمایندگان تشکیل و پس از قرائت صورت مجلس جلسه قبل لوایح دولت مطرح و مذاکرات مفصلی بعمل آمد و بالاخره با اکثریت آراء تصویب گردید. تلگرافهای واصله از پاریس و لندن حاکی است که کنفرانس بین المللی در باب مسائل اقتصادی دایر و نمایندگان دول مختلفه در آن شرکت جسته اند و نتیجه مذاکرات تا چند روز دیگر منتشر خواهد شد. از طرف وزارت فواید عامه و تجارت اعلان میشود که بموجب قانون مصوب مجلس شورای ملی امتیاز استخراج معادن ذغال سنگ واقع در حوالی مشهد به شرکت داده میشود و مدت امتیاز و شرایط آن در مواد ذیل درج گردیده است و هر کس طالب باشد میتواند در مدت مقرر به اداره مربوطه مراجعه نماید. خبرنگار ما از تهران اطلاع میدهد که جلسه دیروز مجلس با حضور اکثریت نمایندگان تشکیل و پس از قرائت صورت مجلس جلسه قبل لوایح دولت مطرح و مذاکرات مفصلی بعمل آمد و بالاخره با اکثریت آراء تصویب گردید. تلگرافهای واصله از پاریس و لندن حاکی است که کنفرانس بین المللی در باب مسائل اقتصادی دایر و نمایندگان دول مختلفه در آن شرکت جسته اند و نتیجه مذاکرات تا چند روز دیگر منتشر خواهد شد. از طرف وزارت فواید عامه و تجارت اعلان میشود که بموجب قانون مصوب مجلس شورای ملی امتیاز استخراج معادن ذغال سنگ واقع در حوالی مشهد به شرکت داده میشود و مدت امتیاز و شرایط آن در مواد ذیل درج گردیده است و هر کس طالب باشد میتواند در مدت مقرر به اداره مربوطه مراجعه نماید. خبرنگار ما از تهران اطلاع میدهد که جلسه دیروز مجلس با حضور اکثریت نمایندگان تشکیل و پس از قرائت صورت مجلس جلسه قبل لوایح دولت مطرح و مذاکرات مفصلی بعمل آمد و بالاخره با اکثریت آراء تصویب گردید. تلگرافهای واصله از پاریس و لندن حاکی است که کنفرانس بین المللی در باب مسائل اقتصادی دایر و نمایندگان دول مختلفه در آن شرکت جسته اند و نتیجه مذاکرات تا چند روز دیگر منتشر خواهد شد. از طرف وزارت فواید عامه و تجارت اعلان میشود که بموجب قانون مصوب مجلس شورای ملی امتیاز استخراج معادن ذغال سنگ واقع در حوالی مشهد به شرکت داده میشود و مدت امتیاز و شرایط آن در مواد ذیل درج گردیده است و هر کس طالب باشد میتواند در مدت مقرر به اداره مربوطه مراجعه نماید. خبرنگار ما از تهران اطلاع میدهد که جلسه دیروز مجلس با حضور اکثریت نمایندگان تشکیل و پس از قرائت صورت مجلس جلسه قبل لوایح دولت مطرح و مذاکرات مفصلی بعمل آمد و بالاخره با اکثریت آراء تصویب گردید. تلگرافهای واصله از پاریس و لندن حاکی است که کنفرانس بین المللی در باب مسائل اقتصادی دایر و نمایندگان دول مختلفه در آن شرکت جسته اند و نتیجه مذاکرات تا چند روز دیگر منتشر خواهد شد. از طرف وزارت فواید عامه و تجارت اعلان میشود که بموجب قانون مصوب مجلس شورای ملی امتیاز استخراج معادن ذغال سنگ واقع در حوالی مشهد به شرکت داده میشود و مدت امتیاز و شرایط آن در مواد ذیل درج گردیده است و هر کس طالب باشد میتواند در مدت مقرر به اداره مربوطه مراجعه نماید. خبرنگار ما از تهران اطلاع میدهد که جلسه دیروز مجلس با حضور اکثریت نمایندگان تشکیل و پس از قرائت صورت مجلس جلسه قبل لوایح دولت مطرح و مذاکرات مفصلی بعمل آمد و بالاخره با اکثریت آراء تصویب گردید. تلگرافهای واصله از پاریس و لندن حاکی است که کنفرانس بین المللی در باب مسائل اقتصادی دایر و نمایندگان دول مختلفه در آن شرکت جسته اند و نتیجه مذاکرات تا چند روز دیگر منتشر خواهد شد. از طرف وزارت فواید عامه و تجارت اعلان میشود که بموجب قانون مصوب مجلس شورای ملی امتیاز استخراج معادن ذغال سنگ واقع در حوالی مشهد به شرکت داده میشود و مدت امتیاز و شرایط آن در مواد ذیل درج گردیده است و هر کس طالب باشد میتواند در مدت مقرر به اداره مربوطه مراجعه نماید. خبرنگار ما از تهران اطلاع میدهد که جلسه دیروز مجلس با حضور اکثریت نمایندگان تشکیل و پس از قرائت صورت مجلس جلسه قبل لوایح دولت مطرح و مذاکرات مفصلی بعمل آمد و بالاخره با اکثریت آراء تصویب گردید. تلگرافهای واصله از پاریس و لندن حاکی است که کنفرانس بین المللی در باب مسائل اقتصادی دایر و نمایندگان دول مختلفه در آن شرکت جسته اند و نتیجه مذاکرات تا چند روز دیگر منتشر خواهد شد. از طرف وزارت فواید عامه و تجارت اعلان میشود که بموجب قانون مصوب مجلس شورای ملی امتیاز استخراج معادن ذغال سنگ واقع در حوالی مشهد به شرکت داده میشود و مدت امتیاز و شرایط آن در مواد ذیل درج گردیده است و هر کس طالب باشد میتواند در مدت مقرر به اداره مربوطه مراجعه نماید. خبرنگار ما از تهران اطلاع میدهد که جلسه دیروز مجلس با حضور اکثریت نمایندگان تشکیل و پس از قرائت صورت مجلس جلسه قبل لوایح دولت مطرح و مذاکرات مفصلی بعمل آمد و بالاخره با اکثریت آراء تصویب گردید. تلگرافهای واصله از پاریس و لندن حاکی است که کنفرانس بین المللی در باب مسائل اقتصادی دایر و نمایندگان دول مختلفه در آن شرکت جسته اند و نتیجه مذاکرات تا چند روز دیگر منتشر خواهد شد. از طرف وزارت فواید عامه و تجارت اعلان میشود که بموجب قانون مصوب مجلس شورای ملی امتیاز استخراج معادن ذغال سنگ واقع در حوالی مشهد به شرکت داده میشود و مدت امتیاز و شرایط آن در مواد ذیل درج گردیده است و هر کس طالب باشد میتواند در مدت مقرر به اداره مربوطه مراجعه نماید. خبرنگار ما از تهران اطلاع میدهد که جلسه دیروز مجلس با حضور اکثریت نمایندگان تشکیل و پس از قرائت صورت مجلس جلسه قبل لوایح دولت مطرح و مذاکرات مفصلی بعمل آمد و بالاخره با اکثریت آراء تصویب گردید. تلگرافهای واصله از پاریس و لندن حاکی است که کنفرانس بین المللی در باب مسائل اقتصادی دایر و نمایندگان دول مختلفه در آن شرکت جسته اند و نتیجه مذاکرات تا چند روز دیگر منتشر خواهد شد. از طرف وزارت فواید عامه و تجارت اعلان میشود که بموجب قانون مصوب مجلس شورای ملی امتیاز استخراج معادن ذغال سنگ واقع در حوالی مشهد به شرکت داده میشود و مدت امتیاز و شرایط آن در مواد ذیل درج گردیده است و هر کس طالب باشد میتواند در مدت مقرر به اداره مربوطه مراجعه نماید. خبرنگار ما از تهران اطلاع میدهد که جلسه دیروز مجلس با حضور اکثریت نمایندگان تشکیل و پس از قرائت صورت مجلس جلسه قبل لوایح دولت مطرح و مذاکرات مفصلی بعمل آمد و بالاخره با اکثریت آراء تصویب گردید. تلگرافهای واصله از پاریس و لندن حاکی است که کنفرانس بین المللی در باب مسائل اقتصادی دایر و نمایندگان دول مختلفه در آن شرکت جسته اند و نتیجه مذاکرات تا چند روز دیگر منتشر خواهد شد. از طرف وزارت فواید عامه و تجارت اعلان میشود که بموجب قانون مصوب مجلس شورای ملی امتیاز استخراج معادن ذغال سنگ واقع در حوالی مشهد به شرکت داده میشود و مدت امتیاز و شرایط آن در مواد ذیل درج گردیده است و هر کس طالب باشد میتواند در مدت مقرر به اداره مربوطه مراجعه نماید. خبرنگار ما از تهران اطلاع میدهد که جلسه دیروز مجلس با حضور اکثریت نمایندگان تشکیل و پس از قرائت صورت مجلس جلسه قبل لوایح دولت مطرح و مذاکرات مفصلی بعمل آمد و بالاخره با اکثریت آراء تصویب گردید. تلگرافهای واصله از پاریس و لندن حاکی است که کنفرانس بین المللی در باب مسائل اقتصادی دایر و نمایندگان دول مختلفه در آن شرکت جسته اند و نتیجه مذاکرات تا چند روز دیگر منتشر خواهد شد. از طرف وزارت فواید عامه و تجارت اعلان میشود که بموجب قانون مصوب مجلس شورای ملی امتیاز استخراج معادن ذغال سنگ واقع در حوالی مشهد به شرکت داده میشود و مدت امتیاز و شرایط آن در مواد ذیل درج گردیده است و هر کس طالب باشد میتواند در مدت مقرر به اداره مربوطه مراجعه نماید. خبرنگار ما از تهران اطلاع میدهد که جلسه دیروز مجلس با حضور اکثریت نمایندگان تشکیل و پس از قرائت صورت مجلس جلسه قبل لوایح دولت مطرح و مذاکرات مفصلی بعمل آمد و بالاخره با اکثریت آراء تصویب گردید. تلگرافهای واصله از پاریس و لندن حاکی است که کنفرانس بین المللی در باب مسائل اقتصادی دایر و نمایندگان دول مختلفه در آن شرکت جسته اند و نتیجه مذاکرات تا چند روز دیگر منتشر خواهد شد. bbox=[696, 41, 788, 1841]
column-text: از طرف وزارت فواید عامه و تجارت اعلان میشود که بموجب قانون مصوب مجلس شورای ملی امتیاز استخراج معادن ذغال سنگ واقع در حوالی مشهد به شرکت داده میشود و مدت امتیاز و شرایط آن در مواد ذیل درج گردیده است و هر کس طالب باشد میتواند در مدت مقرر به اداره مربوطه مراجعه نماید. خبرنگار ما از تهران اطلاع میدهد که جلسه دیروز مجلس با حضور اکثریت نمایندگان تشکیل و پس از قرائت صورت مجلس جلسه قبل لوایح دولت مطرح و مذاکرات مفصلی بعمل آمد و بالاخره با اکثریت آراء تصویب گردید. تلگرافهای واصله از پاریس و لندن حاکی است که کنفرانس بین المللی در باب مسائل اقتصادی دایر و نمایندگان دول مختلفه در آن شرکت جسته اند و نتیجه مذاکرات تا چند روز دیگر منتشر خواهد شد. از طرف وزارت فواید عامه و تجارت اعلان میشود که بموجب قانون مصوب مجلس شورای ملی امتیاز استخراج معادن ذغال سنگ واقع در حوالی مشهد به شرکت داده میشود و مدت امتیاز و شرایط آن در مواد ذیل درج گردیده است و هر کس طالب باشد میتواند در مدت مقرر به اداره مربوطه مراجعه نماید. خبرنگار ما از تهران اطلاع میدهد که جلسه دیروز مجلس با حضور اکثریت نمایندگان تشکیل و پس از قرائت صورت مجلس جلسه قبل لوایح دولت مطرح و مذاکرات مفصلی بعمل آمد و بالاخره با اکثریت آراء تصویب گردید. تلگرافهای واصله از پاریس و لندن حاکی است که کنفرانس بین المللی در باب مسائل اقتصادی دایر و نمایندگان دول مختلفه در آن شرکت جسته اند و نتیجه مذاکرات تا چند روز دیگر منتشر خواهد شد. از طرف وزارت فواید عامه و تجارت اعلان میشود که بموجب قانون مصوب مجلس شورای ملی امتیاز استخراج معادن ذغال سنگ واقع در حوالی مشهد به شرکت داده میشود و مدت امتیاز و شرایط آن در مواد ذیل درج گردیده است و هر کس طالب باشد میتواند در مدت مقرر به اداره مربوطه مراجعه نماید. خبرنگار ما از تهران اطلاع میدهد که جلسه دیروز مجلس با حضور اکثریت نمایندگان تشکیل و پس از قرائت صورت مجلس جلسه قبل لوایح دولت مطرح و مذاکرات مفصلی بعمل آمد و بالاخره با اکثریت آراء تصویب گردید. تلگرافهای واصله از پاریس و لندن حاکی است که کنفرانس بین المللی در باب مسائل اقتصادی دایر و نمایندگان دول مختلفه در آن شرکت جسته اند و نتیجه مذاکرات تا چند روز دیگر منتشر خواهد شد. از طرف وزارت فواید عامه و تجارت اعلان میشود که بموجب قانون مصوب مجلس شورای ملی امتیاز استخراج معادن ذغال سنگ واقع در حوالی مشهد به شرکت داده میشود و مدت امتیاز و شرایط آن در مواد ذیل درج گردیده است و هر کس طالب باشد میتواند در مدت مقرر به اداره مربوطه مراجعه نماید. خبرنگار ما از تهران اطلاع میدهد که جلسه دیروز مجلس با حضور اکثریت نمایندگان تشکیل و پس از قرائت صورت مجلس جلسه قبل لوایح دولت مطرح و مذاکرات مفصلی بعمل آمد و بالاخره با اکثریت آراء تصویب گردید. تلگرافهای واصله از پاریس و لندن حاکی است که کنفرانس بین المللی در باب مسائل اقتصادی دایر و نمایندگان دول مختلفه در آن شرکت جسته اند و نتیجه مذاکرات تا چند روز دیگر منتشر خواهد شد. از طرف وزارت فواید عامه و تجارت اعلان میشود که بموجب قانون مصوب مجلس شورای ملی امتیاز استخراج معادن ذغال سنگ واقع در حوالی مشهد به شرکت داده میشود و مدت امتیاز و شرایط آن در مواد ذیل درج گردیده است و هر کس طالب باشد میتواند در مدت مقرر به اداره مربوطه مراجعه نماید. خبرنگار ما از تهران اطلاع میدهد که جلسه دیروز مجلس با حضور اکثریت نمایندگان تشکیل و پس از قرائت صورت مجلس جلسه قبل لوایح دولت مطرح و مذاکرات مفصلی بعمل آمد و بالاخره با اکثریت آراء تصویب گردید. تلگرافهای واصله از پاریس و لندن حاکی است که کنفرانس بین المللی در باب مسائل اقتصادی دایر و نمایندگان دول مختلفه در آن شرکت جسته اند و نتیجه مذاکرات تا چند روز دیگر منتشر خواهد شد. از طرف وزارت فواید عامه و تجارت اعلان میشود که بموجب قانون مصوب مجلس شورای ملی امتیاز استخراج معادن ذغال سنگ واقع در حوالی مشهد به شرکت داده میشود و مدت امتیاز و شرایط آن در مواد ذیل درج گردیده است و هر کس طالب باشد میتواند در مدت مقرر به اداره مربوطه مراجعه نماید. خبرنگار ما از تهران اطلاع میدهد که جلسه دیروز مجلس با حضور اکثریت نمایندگان تشکیل و پس از قرائت صورت مجلس جلسه قبل لوایح دولت مطرح و مذاکرات مفصلی بعمل آمد و بالاخره با اکثریت آراء تصویب گردید. تلگرافهای واصله از پاریس و لندن حاکی است که کنفرانس بین المللی در باب مسائل اقتصادی دایر و نمایندگان دول مختلفه در آن شرکت جسته اند و نتیجه مذاکرات تا چند روز دیگر منتشر خواهد شد. از طرف وزارت فواید عامه و تجارت اعلان میشود که بموجب قانون مصوب مجلس شورای ملی امتیاز استخراج معادن ذغال سنگ واقع در حوالی مشهد به شرکت داده میشود و مدت امتیاز و شرایط آن در مواد ذیل درج گردیده است و هر کس طالب باشد میتواند در مدت مقرر به اداره مربوطه مراجعه نماید. خبرنگار ما از تهران اطلاع میدهد که جلسه دیروز مجلس با حضور اکثریت نمایندگان تشکیل و پس از قرائت صورت مجلس جلسه قبل لوایح دولت مطرح و مذاکرات مفصلی بعمل آمد و بالاخره با اکثریت آراء تصویب گردید. تلگرافهای واصله از پاریس و لندن حاکی است که کنفرانس بین المللی در باب مسائل اقتصادی دایر و نمایندگان دول مختلفه در آن شرکت جسته اند و نتیجه مذاکرات تا چند روز دیگر منتشر خواهد شد. از طرف وزارت فواید عامه و تجارت اعلان میشود که بموجب قانون مصوب مجلس شورای ملی امتیاز استخراج معادن ذغال سنگ واقع در حوالی مشهد به شرکت داده میشود و مدت امتیاز و شرایط آن در مواد ذیل درج گردیده است و هر کس طالب باشد میتواند در مدت مقرر به اداره مربوطه مراجعه نماید. خبرنگار ما از تهران اطلاع میدهد که جلسه دیروز مجلس با حضور اکثریت نمایندگان تشکیل و پس از قرائت صورت مجلس جلسه قبل لوایح دولت مطرح و مذاکرات مفصلی بعمل آمد و بالاخره با اکثریت آراء تصویب گردید. تلگرافهای واصله از پاریس و لندن حاکی است که کنفرانس بین المللی در باب مسائل اقتصادی دایر و نمایندگان دول مختلفه در آن شرکت جسته اند و نتیجه مذاکرات تا چند روز دیگر منتشر خواهد شد. از طرف وزارت فواید عامه و تجارت اعلان میشود که بموجب قانون مصوب مجلس شورای ملی امتیاز استخراج معادن ذغال سنگ واقع در حوالی مشهد به شرکت داده میشود و مدت امتیاز و شرایط آن در مواد ذیل درج گردیده است و هر کس طالب باشد میتواند در مدت مقرر به اداره مربوطه مراجعه نماید. خبرنگار ما از تهران اطلاع میدهد که جلسه دیروز مجلس با حضور اکثریت نمایندگان تشکیل و پس از قرائت صورت مجلس جلسه قبل لوایح دولت مطرح و مذاکرات مفصلی بعمل آمد و بالاخره با اکثریت آراء تصویب گردید. تلگرافهای واصله از پاریس و لندن حاکی است که کنفرانس بین المللی در باب مسائل اقتصادی دایر و نمایندگان دول مختلفه در آن شرکت جسته اند و نتیجه مذاکرات تا چند روز دیگر منتشر خواهد شد. از طرف وزارت فواید عامه و تجارت اعلان میشود که بموجب قانون مصوب مجلس شورای ملی امتیاز استخراج معادن ذغال سنگ واقع در حوالی مشهد به شرکت داده میشود و مدت امتیاز و شرایط آن در مواد ذیل درج گردیده است و هر کس طالب باشد میتواند در مدت مقرر به اداره مربوطه مراجعه نماید. خبرنگار ما از تهران اطلاع میدهد که جلسه دیروز مجلس با حضور اکثریت نمایندگان تشکیل و پس از قرائت صورت مجلس جلسه قبل لوایح دولت مطرح و مذاکرات مفصلی بعمل آمد و بالاخره با اکثریت آراء تصویب گردید. تلگرافهای واصله از پاریس و لندن حاکی است که کنفرانس بین المللی در باب مسائل اقتصادی دایر و نمایندگان دول مختلفه در آن شرکت جسته اند و نتیجه مذاکرات تا چند روز دیگر منتشر خواهد شد. از طرف وزارت فواید عامه و تجارت اعلان میشود که بموجب قانون مصوب مجلس شورای ملی امتیاز استخراج معادن ذغال سنگ واقع در حوالی مشهد به شرکت داده میشود و مدت امتیاز و شرایط آن در مواد ذیل درج گردیده است و هر کس طالب باشد میتواند در مدت مقرر به اداره مربوطه مراجعه نماید. خبرنگار ما از تهران اطلاع میدهد که جلسه دیروز مجلس با حضور اکثریت نمایندگان تشکیل و پس از قرائت صورت مجلس جلسه قبل لوایح دولت مطرح و مذاکرات مفصلی بعمل آمد و بالاخره با اکثریت آراء تصویب گردید. تلگرافهای واصله از پاریس و لندن حاکی است که کنفرانس بین المللی در باب مسائل اقتصادی دایر و نمایندگان دول مختلفه در آن شرکت جسته اند و نتیجه مذاکرات تا چند روز دیگر منتشر خواهد شد. از طرف وزارت فواید عامه و تجارت اعلان میشود که بموجب قانون مصوب مجلس شورای ملی امتیاز استخراج معادن ذغال سنگ واقع در حوالی مشهد به شرکت داده میشود و مدت امتیاز و شرایط آن در مواد ذیل درج گردیده است و هر کس طالب باشد میتواند در مدت مقرر به اداره مربوطه مراجعه نماید. خبرنگار ما از تهران اطلاع میدهد که جلسه دیروز مجلس با حضور اکثریت نمایندگان تشکیل و پس از قرائت صورت مجلس جلسه قبل لوایح دولت مطرح و مذاکرات مفصلی بعمل آمد و بالاخره با اکثریت آراء تصویب گردید. تلگرافهای واصله از پاریس و لندن حاکی است که کنفرانس بین المللی در باب مسائل اقتصادی دایر و نمایندگان دول مختلفه در آن شرکت جسته اند و نتیجه مذاکرات تا چند روز دیگر منتشر خواهد شد. از طرف وزارت فواید عامه و تجارت اعلان میشود که بموجب قانون مصوب مجلس شورای ملی امتیاز استخراج معادن ذغال سنگ واقع در حوالی مشهد به شرکت داده میشود و مدت امتیاز و شرایط آن در مواد ذیل درج گردیده است و هر کس طالب باشد میتواند در مدت مقرر به اداره مربوطه مراجعه نماید. خبرنگار ما از تهران اطلاع میدهد که جلسه دیروز مجلس با حضور اکثریت نمایندگان تشکیل و پس از قرائت صورت مجلس جلسه قبل لوایح دولت مطرح و مذاکرات مفصلی بعمل آمد و بالاخره با اکثریت آراء تصویب گردید. تلگرافهای واصله از پاریس و لندن حاکی است که کنفرانس بین المللی در باب مسائل اقتصادی دایر و نمایندگان دول مختلفه در آن شرکت جسته اند و نتیجه مذاکرات تا چند روز دیگر منتشر خواهد شد. از طرف وزارت فواید عامه و تجارت اعلان میشود که بموجب قانون مصوب مجلس شورای ملی امتیاز استخراج معادن ذغال سنگ واقع در حوالی مشهد به شرکت داده میشود و مدت امتیاز و شرایط آن در مواد ذیل درج گردیده است و هر کس طالب باشد میتواند در مدت مقرر به اداره مربوطه مراجعه نماید. خبرنگار ما از تهران اطلاع میدهد که جلسه دیروز مجلس با حضور اکثریت نمایندگان تشکیل و پس از قرائت صورت مجلس جلسه قبل لوایح دولت مطرح و مذاکرات مفصلی بعمل آمد و بالاخره با اکثریت آراء تصویب گردید. تلگرافهای واصله از پاریس و لندن حاکی است که کنفرانس بین المللی در باب مسائل اقتصادی دایر و نمایندگان دول مختلفه در آن شرکت جسته اند و نتیجه مذاکرات تا چند روز دیگر منتشر خواهد شد. bbox=[208, 41, 296, 1933]
left-col-4 bbox=[298, 21, 392, 1896]
column-heading: استخدام متخصصین معدن bbox=[299, 21, 392, 47]
column-heading: شورای ملی bbox=[694, 21, 790, 38]
column-heading: اخبار داخله bbox=[206, 21, 298, 38]
left-col-3 bbox=[205, 21, 298, 1933]
column-heading: ورقه ساعت bbox=[407, 21, 501, 36]
left-col-2 bbox=[112, 21, 205, 1933]
right-col-3 bbox=[597, 21, 693, 1896]
page-number: ۲۲۷۵ bbox=[769, 11, 785, 19]
left-col-1 bbox=[19, 21, 111, 1933]
column-text: از طرف وزارت فواید عامه و تجارت اعلان میشود که بموجب قانون مصوب مجلس شورای ملی امتیاز استخراج معادن ذغال سنگ واقع در حوالی مشهد به شرکت داده میشود و مدت امتیاز و شرایط آن در مواد ذیل درج گردیده است و هر کس طالب باشد میتواند در مدت مقرر به اداره مربوطه مراجعه نماید. خبرنگار ما از تهران اطلاع میدهد که جلسه دیروز مجلس با حضور اکثریت نمایندگان تشکیل و پس از قرائت صورت مجلس جلسه قبل لوایح دولت مطرح و مذاکرات مفصلی بعمل آمد و بالاخره با اکثریت آراء تصویب گردید. تلگرافهای واصله از پاریس و لندن حاکی است که کنفرانس بین المللی در باب مسائل اقتصادی دایر و نمایندگان دول مختلفه در آن شرکت جسته اند و نتیجه مذاکرات تا چند روز دیگر منتشر خواهد شد. از طرف وزارت فواید عامه و تجارت اعلان میشود که بموجب قانون مصوب مجلس شورای ملی امتیاز استخراج معادن ذغال سنگ واقع در حوالی مشهد به شرکت داده میشود و مدت امتیاز و شرایط آن در مواد ذیل درج گردیده است و هر کس طالب باشد میتواند در مدت مقرر به اداره مربوطه مراجعه نماید. خبرنگار ما از تهران اطلاع میدهد که جلسه دیروز مجلس با حضور اکثریت نمایندگان تشکیل و پس از قرائت صورت مجلس جلسه قبل لوایح دولت مطرح و مذاکرات مفصلی بعمل آمد و بالاخره با اکثریت آراء تصویب گردید. تلگرافهای واصله از پاریس و لندن حاکی است که کنفرانس بین المللی در باب مسائل اقتصادی دایر و نمایندگان دول مختلفه در آن شرکت جسته اند و نتیجه مذاکرات تا چند روز دیگر منتشر خواهد شد. از طرف وزارت فواید عامه و تجارت اعلان میشود که بموجب قانون مصوب مجلس شورای ملی امتیاز استخراج معادن ذغال سنگ واقع در حوالی مشهد به شرکت داده میشود و مدت امتیاز و شرایط آن در مواد ذیل درج گردیده است و هر کس طالب باشد میتواند در مدت مقرر به اداره مربوطه مراجعه نماید. خبرنگار ما از تهران اطلاع میدهد که جلسه دیروز مجلس با حضور اکثریت نمایندگان تشکیل و پس از قرائت صورت مجلس جلسه قبل لوایح دولت مطرح و مذاکرات مفصلی بعمل آمد و بالاخره با اکثریت آراء تصویب گردید. تلگرافهای واصله از پاریس و لندن حاکی است که کنفرانس بین المللی در باب مسائل اقتصادی دایر و نمایندگان دول مختلفه در آن شرکت جسته اند و نتیجه مذاکرات تا چند روز دیگر منتشر خواهد شد. از طرف وزارت فواید عامه و تجارت اعلان میشود که بموجب قانون مصوب مجلس شورای ملی امتیاز استخراج معادن ذغال سنگ واقع در حوالی مشهد به شرکت داده میشود و مدت امتیاز و شرایط آن در مواد ذیل درج گردیده است و هر کس طالب باشد میتواند در مدت مقرر به اداره مربوطه مراجعه نماید. خبرنگار ما از تهران اطلاع میدهد که جلسه دیروز مجلس با حضور اکثریت نمایندگان تشکیل و پس از قرائت صورت مجلس جلسه قبل لوایح دولت مطرح و مذاکرات مفصلی بعمل آمد و بالاخره با اکثریت آراء تصویب گردید. تلگرافهای واصله از پاریس و لندن حاکی است که کنفرانس بین المللی در باب مسائل اقتصادی دایر و نمایندگان دول مختلفه در آن شرکت جسته اند و نتیجه مذاکرات تا چند روز دیگر منتشر خواهد شد. از طرف وزارت فواید عامه و تجارت اعلان میشود که بموجب قانون مصوب مجلس شورای ملی امتیاز استخراج معادن ذغال سنگ واقع در حوالی مشهد به شرکت داده میشود و مدت امتیاز و شرایط آن در مواد ذیل درج گردیده است و هر کس طالب باشد میتواند در مدت مقرر به اداره مربوطه مراجعه نماید. خبرنگار ما از تهران اطلاع میدهد که جلسه دیروز مجلس با حضور اکثریت نمایندگان تشکیل و پس از قرائت صورت مجلس جلسه قبل لوایح دولت مطرح و مذاکرات مفصلی بعمل آمد و بالاخره با اکثریت آراء تصویب گردید. تلگرافهای واصله از پاریس و لندن حاکی است که کنفرانس بین المللی در باب مسائل اقتصادی دایر و نمایندگان دول مختلفه در آن شرکت جسته اند و نتیجه مذاکرات تا چند روز دیگر منتشر خواهد شد. از طرف وزارت فواید عامه و تجارت اعلان میشود که بموجب قانون مصوب مجلس شورای ملی امتیاز استخراج معادن ذغال سنگ واقع در حوالی مشهد به شرکت داده میشود و مدت امتیاز و شرایط آن در مواد ذیل درج گردیده است و هر کس طالب باشد میتواند در مدت مقرر به اداره مربوطه مراجعه نماید. خبرنگار ما از تهران اطلاع میدهد که جلسه دیروز مجلس با حضور اکثریت نمایندگان تشکیل و پس از قرائت صورت مجلس جلسه قبل لوایح دولت مطرح و مذاکرات مفصلی بعمل آمد و بالاخره با اکثریت آراء تصویب گردید. تلگرافهای واصله از پاریس و لندن حاکی است که کنفرانس بین المللی در باب مسائل اقتصادی دایر و نمایندگان دول مختلفه در آن شرکت جسته اند و نتیجه مذاکرات تا چند روز دیگر منتشر خواهد شد. از طرف وزارت فواید عامه و تجارت اعلان میشود که بموجب قانون مصوب مجلس شورای ملی امتیاز استخراج معادن ذغال سنگ واقع در حوالی مشهد به شرکت داده میشود و مدت امتیاز و شرایط آن در مواد ذیل درج گردیده است و هر کس طالب باشد میتواند در مدت مقرر به اداره مربوطه مراجعه نماید. خبرنگار ما از تهران اطلاع میدهد که جلسه دیروز مجلس با حضور اکثریت نمایندگان تشکیل و پس از قرائت صورت مجلس جلسه قبل لوایح دولت مطرح و مذاکرات مفصلی بعمل آمد و بالاخره با اکثریت آراء تصویب گردید. تلگرافهای واصله از پاریس و لندن حاکی است که کنفرانس بین المللی در باب مسائل اقتصادی دایر و نمایندگان دول مختلفه در آن شرکت جسته اند و نتیجه مذاکرات تا چند روز دیگر منتشر خواهد شد. از طرف وزارت فواید عامه و تجارت اعلان میشود که بموجب قانون مصوب مجلس شورای ملی امتیاز استخراج معادن ذغال سنگ واقع در حوالی مشهد به شرکت داده میشود و مدت امتیاز و شرایط آن در مواد ذیل درج گردیده است و هر کس طالب باشد میتواند در مدت مقرر به اداره مربوطه مراجعه نماید. خبرنگار ما از تهران اطلاع میدهد که جلسه دیروز مجلس با حضور اکثریت نمایندگان تشکیل و پس از قرائت صورت مجلس جلسه قبل لوایح دولت مطرح و مذاکرات مفصلی بعمل آمد و بالاخره با اکثریت آراء تصویب گردید. تلگرافهای واصله از پاریس و لندن حاکی است که کنفرانس بین المللی در باب مسائل اقتصادی دایر و نمایندگان دول مختلفه در آن شرکت جسته اند و نتیجه مذاکرات تا چند روز دیگر منتشر خواهد شد. از طرف وزارت فواید عامه و تجارت اعلان میشود که بموجب قانون مصوب مجلس شورای ملی امتیاز استخراج معادن ذغال سنگ واقع در حوالی مشهد به شرکت داده میشود و مدت امتیاز و شرایط آن در مواد ذیل درج گردیده است و هر کس طالب باشد میتواند در مدت مقرر به اداره مربوطه مراجعه نماید. خبرنگار ما از تهران اطلاع میدهد که جلسه دیروز مجلس با حضور اکثریت نمایندگان تشکیل و پس از قرائت صورت مجلس جلسه قبل لوایح دولت مطرح و مذاکرات مفصلی بعمل آمد و بالاخره با اکثریت آراء تصویب گردید. تلگرافهای واصله از پاریس و لندن حاکی است که کنفرانس بین المللی در باب مسائل اقتصادی دایر و نمایندگان دول مختلفه در آن شرکت جسته اند و نتیجه مذاکرات تا چند روز دیگر منتشر خواهد شد. از طرف وزارت فواید عامه و تجارت اعلان میشود که بموجب قانون مصوب مجلس شورای ملی امتیاز استخراج معادن ذغال سنگ واقع در حوالی مشهد به شرکت داده میشود و مدت امتیاز و شرایط آن در مواد ذیل درج گردیده است و هر کس طالب باشد میتواند در مدت مقرر به اداره مربوطه مراجعه نماید. خبرنگار ما از تهران اطلاع میدهد که جلسه دیروز مجلس با حضور اکثریت نمایندگان تشکیل و پس از قرائت صورت مجلس جلسه قبل لوایح دولت مطرح و مذاکرات مفصلی بعمل آمد و بالاخره با اکثریت آراء تصویب گردید. تلگرافهای واصله از پاریس و لندن حاکی است که کنفرانس بین المللی در باب مسائل اقتصادی دایر و نمایندگان دول مختلفه در آن شرکت جسته اند و نتیجه مذاکرات تا چند روز دیگر منتشر خواهد شد. از طرف وزارت فواید عامه و تجارت اعلان میشود که بموجب قانون مصوب مجلس شورای ملی امتیاز استخراج معادن ذغال سنگ واقع در حوالی مشهد به شرکت داده میشود و مدت امتیاز و شرایط آن در مواد ذیل درج گردیده است و هر کس طالب باشد میتواند در مدت مقرر به اداره مربوطه مراجعه نماید. خبرنگار ما از تهران اطلاع میدهد که جلسه دیروز مجلس با حضور اکثریت نمایندگان تشکیل و پس از قرائت صورت مجلس جلسه قبل لوایح دولت مطرح و مذاکرات مفصلی بعمل آمد و بالاخره با اکثریت آراء تصویب گردید. تلگرافهای واصله از پاریس و لندن حاکی است که کنفرانس بین المللی در باب مسائل اقتصادی دایر و نمایندگان دول مختلفه در آن شرکت جسته اند و نتیجه مذاکرات تا چند روز دیگر منتشر خواهد شد. از طرف وزارت فواید عامه و تجارت اعلان میشود که بموجب قانون مصوب مجلس شورای ملی امتیاز استخراج معادن ذغال سنگ واقع در حوالی مشهد به شرکت داده میشود و مدت امتیاز و شرایط آن در مواد ذیل درج گردیده است و هر کس طالب باشد میتواند در مدت مقرر به اداره مربوطه مراجعه نماید. خبرنگار ما از تهران اطلاع میدهد که جلسه دیروز مجلس با حضور اکثریت نمایندگان تشکیل و پس از قرائت صورت مجلس جلسه قبل لوایح دولت مطرح و مذاکرات مفصلی بعمل آمد و بالاخره با اکثریت آراء تصویب گردید. تلگرافهای واصله از پاریس و لندن حاکی است که کنفرانس بین المللی در باب مسائل اقتصادی دایر و نمایندگان دول مختلفه در آن شرکت جسته اند و نتیجه مذاکرات تا چند روز دیگر منتشر خواهد شد. از طرف وزارت فواید عامه و تجارت اعلان میشود که بموجب قانون مصوب مجلس شورای ملی امتیاز استخراج معادن ذغال سنگ واقع در حوالی مشهد به شرکت داده میشود و مدت امتیاز و شرایط آن در مواد ذیل درج گردیده است و هر کس طالب باشد میتواند در مدت مقرر به اداره مربوطه مراجعه نماید. خبرنگار ما از تهران اطلاع میدهد که جلسه دیروز مجلس با حضور اکثریت نمایندگان تشکیل و پس از قرائت صورت مجلس جلسه قبل لوایح دولت مطرح و مذاکرات مفصلی بعمل آمد و بالاخره با اکثریت آراء تصویب گردید. تلگرافهای واصله از پاریس و لندن حاکی است که کنفرانس بین المللی در باب مسائل اقتصادی دایر و نمایندگان دول مختلفه در آن شرکت جسته اند و نتیجه مذاکرات تا چند روز دیگر منتشر خواهد شد. از طرف وزارت فواید عامه و تجارت اعلان میشود که بموجب قانون مصوب مجلس شورای ملی امتیاز استخراج معادن ذغال سنگ واقع در حوالی مشهد به شرکت داده میشود و مدت امتیاز و شرایط آن در مواد ذیل درج گردیده است و هر کس طالب باشد میتواند در مدت مقرر به اداره مربوطه مراجعه نماید. خبرنگار ما از تهران اطلاع میدهد که جلسه دیروز مجلس با حضور اکثریت نمایندگان تشکیل و پس از قرائت صورت مجلس جلسه قبل لوایح دولت مطرح و مذاکرات مفصلی بعمل آمد و بالاخره با اکثریت آراء تصویب گردید. تلگرافهای واصله از پاریس و لندن حاکی است که کنفرانس بین المللی در باب مسائل اقتصادی دایر و نمایندگان دول مختلفه در آن شرکت جسته اند و نتیجه مذاکرات تا چند روز دیگر منتشر خواهد شد. bbox=[301, 50, 390, 1896]
column-text: از طرف وزارت فواید عامه و تجارت اعلان میشود که بموجب قانون مصوب مجلس شورای ملی امتیاز استخراج معادن ذغال سنگ واقع در حوالی مشهد به شرکت داده میشود و مدت امتیاز و شرایط آن در مواد ذیل درج گردیده است و هر کس طالب باشد میتواند در مدت مقرر به اداره مربوطه مراجعه نماید. خبرنگار ما از تهران اطلاع میدهد که جلسه دیروز مجلس با حضور اکثریت نمایندگان تشکیل و پس از قرائت صورت مجلس جلسه قبل لوایح دولت مطرح و مذاکرات مفصلی بعمل آمد و بالاخره با اکثریت آراء تصویب گردید. تلگرافهای واصله از پاریس و لندن حاکی است که کنفرانس بین المللی در باب مسائل اقتصادی دایر و نمایندگان دول مختلفه در آن شرکت جسته اند و نتیجه مذاکرات تا چند روز دیگر منتشر خواهد شد. از طرف وزارت فواید عامه و تجارت اعلان میشود که بموجب قانون مصوب مجلس شورای ملی امتیاز استخراج معادن ذغال سنگ واقع در حوالی مشهد به شرکت داده میشود و مدت امتیاز و شرایط آن در مواد ذیل درج گردیده است و هر کس طالب باشد میتواند در مدت مقرر به اداره مربوطه مراجعه نماید. خبرنگار ما از تهران اطلاع میدهد که جلسه دیروز مجلس با حضور اکثریت نمایندگان تشکیل و پس از قرائت صورت مجلس جلسه قبل لوایح دولت مطرح و مذاکرات مفصلی بعمل آمد و بالاخره با اکثریت آراء تصویب گردید. تلگرافهای واصله از پاریس و لندن حاکی است که کنفرانس بین المللی در باب مسائل اقتصادی دایر و نمایندگان دول مختلفه در آن شرکت جسته اند و نتیجه مذاکرات تا چند روز دیگر منتشر خواهد شد. از طرف وزارت فواید عامه و تجارت اعلان میشود که بموجب قانون مصوب مجلس شورای ملی امتیاز استخراج معادن ذغال سنگ واقع در حوالی مشهد به شرکت داده میشود و مدت امتیاز و شرایط آن در مواد ذیل درج گردیده است و هر کس طالب باشد میتواند در مدت مقرر به اداره مربوطه مراجعه نماید. خبرنگار ما از تهران اطلاع میدهد که جلسه دیروز مجلس با حضور اکثریت نمایندگان تشکیل و پس از قرائت صورت مجلس جلسه قبل لوایح دولت مطرح و مذاکرات مفصلی بعمل آمد و بالاخره با اکثریت آراء تصویب گردید. تلگرافهای واصله از پاریس و لندن حاکی است که کنفرانس بین المللی در باب مسائل اقتصادی دایر و نمایندگان دول مختلفه در آن شرکت جسته اند و نتیجه مذاکرات تا چند روز دیگر منتشر خواهد شد. از طرف وزارت فواید عامه و تجارت اعلان میشود که بموجب قانون مصوب مجلس شورای ملی امتیاز استخراج معادن ذغال سنگ واقع در حوالی مشهد به شرکت داده میشود و مدت امتیاز و شرایط آن در مواد ذیل درج گردیده است و هر کس طالب باشد میتواند در مدت مقرر به اداره مربوطه مراجعه نماید. خبرنگار ما از تهران اطلاع میدهد که جلسه دیروز مجلس با حضور اکثریت نمایندگان تشکیل و پس از قرائت صورت مجلس جلسه قبل لوایح دولت مطرح و مذاکرات مفصلی بعمل آمد و بالاخره با اکثریت آراء تصویب گردید. تلگرافهای واصله از پاریس و لندن حاکی است که کنفرانس بین المللی در باب مسائل اقتصادی دایر و نمایندگان دول مختلفه در آن شرکت جسته اند و نتیجه مذاکرات تا چند روز دیگر منتشر خواهد شد. از طرف وزارت فواید عامه و تجارت اعلان میشود که بموجب قانون مصوب مجلس شورای ملی امتیاز استخراج معادن ذغال سنگ واقع در حوالی مشهد به شرکت داده میشود و مدت امتیاز و شرایط آن در مواد ذیل درج گردیده است و هر کس طالب باشد میتواند در مدت مقرر به اداره مربوطه مراجعه نماید. خبرنگار ما از تهران اطلاع میدهد که جلسه دیروز مجلس با حضور اکثریت نمایندگان تشکیل و پس از قرائت صورت مجلس جلسه قبل لوایح دولت مطرح و مذاکرات مفصلی بعمل آمد و بالاخره با اکثریت آراء تصویب گردید. تلگرافهای واصله از پاریس و لندن حاکی است که کنفرانس بین المللی در باب مسائل اقتصادی دایر و نمایندگان دول مختلفه در آن شرکت جسته اند و نتیجه مذاکرات تا چند روز دیگر منتشر خواهد شد. از طرف وزارت فواید عامه و تجارت اعلان میشود که بموجب قانون مصوب مجلس شورای ملی امتیاز استخراج معادن ذغال سنگ واقع در حوالی مشهد به شرکت داده میشود و مدت امتیاز و شرایط آن در مواد ذیل درج گردیده است و هر کس طالب باشد میتواند در مدت مقرر به اداره مربوطه مراجعه نماید. خبرنگار ما از تهران اطلاع میدهد که جلسه دیروز مجلس با حضور اکثریت نمایندگان تشکیل و پس از قرائت صورت مجلس جلسه قبل لوایح دولت مطرح و مذاکرات مفصلی بعمل آمد و بالاخره با اکثریت آراء تصویب گردید. تلگرافهای واصله از پاریس و لندن حاکی است که کنفرانس بین المللی در باب مسائل اقتصادی دایر و نمایندگان دول مختلفه در آن شرکت جسته اند و نتیجه مذاکرات تا چند روز دیگر منتشر خواهد شد. از طرف وزارت فواید عامه و تجارت اعلان میشود که بموجب قانون مصوب مجلس شورای ملی امتیاز استخراج معادن ذغال سنگ واقع در حوالی مشهد به شرکت داده میشود و مدت امتیاز و شرایط آن در مواد ذیل درج گردیده است و هر کس طالب باشد میتواند در مدت مقرر به اداره مربوطه مراجعه نماید. خبرنگار ما از تهران اطلاع میدهد که جلسه دیروز مجلس با حضور اکثریت نمایندگان تشکیل و پس از قرائت صورت مجلس جلسه قبل لوایح دولت مطرح و مذاکرات مفصلی بعمل آمد و بالاخره با اکثریت آراء تصویب گردید. تلگرافهای واصله از پاریس و لندن حاکی است که کنفرانس بین المللی در باب مسائل اقتصادی دایر و نمایندگان دول مختلفه در آن شرکت جسته اند و نتیجه مذاکرات تا چند روز دیگر منتشر خواهد شد. از طرف وزارت فواید عامه و تجارت اعلان میشود که بموجب قانون مصوب مجلس شورای ملی امتیاز استخراج معادن ذغال سنگ واقع در حوالی مشهد به شرکت داده میشود و مدت امتیاز و شرایط آن در مواد ذیل درج گردیده است و هر کس طالب باشد میتواند در مدت مقرر به اداره مربوطه مراجعه نماید. خبرنگار ما از تهران اطلاع میدهد که جلسه دیروز مجلس با حضور اکثریت نمایندگان تشکیل و پس از قرائت صورت مجلس جلسه قبل لوایح دولت مطرح و مذاکرات مفصلی بعمل آمد و بالاخره با اکثریت آراء تصویب گردید. تلگرافهای واصله از پاریس و لندن حاکی است که کنفرانس بین المللی در باب مسائل اقتصادی دایر و نمایندگان دول مختلفه در آن شرکت جسته اند و نتیجه مذاکرات تا چند روز دیگر منتشر خواهد شد. از طرف وزارت فواید عامه و تجارت اعلان میشود که بموجب قانون مصوب مجلس شورای ملی امتیاز استخراج معادن ذغال سنگ واقع در حوالی مشهد به شرکت داده میشود و مدت امتیاز و شرایط آن در مواد ذیل درج گردیده است و هر کس طالب باشد میتواند در مدت مقرر به اداره مربوطه مراجعه نماید. خبرنگار ما از تهران اطلاع میدهد که جلسه دیروز مجلس با حضور اکثریت نمایندگان تشکیل و پس از قرائت صورت مجلس جلسه قبل لوایح دولت مطرح و مذاکرات مفصلی بعمل آمد و بالاخره با اکثریت آراء تصویب گردید. تلگرافهای واصله از پاریس و لندن حاکی است که کنفرانس بین المللی در باب مسائل اقتصادی دایر و نمایندگان دول مختلفه در آن شرکت جسته اند و نتیجه مذاکرات تا چند روز دیگر منتشر خواهد شد. از طرف وزارت فواید عامه و تجارت اعلان میشود که بموجب قانون مصوب مجلس شورای ملی امتیاز استخراج معادن ذغال سنگ واقع در حوالی مشهد به شرکت داده میشود و مدت امتیاز و شرایط آن در مواد ذیل درج گردیده است و هر کس طالب باشد میتواند در مدت مقرر به اداره مربوطه مراجعه نماید. خبرنگار ما از تهران اطلاع میدهد که جلسه دیروز مجلس با حضور اکثریت نمایندگان تشکیل و پس از قرائت صورت مجلس جلسه قبل لوایح دولت مطرح و مذاکرات مفصلی بعمل آمد و بالاخره با اکثریت آراء تصویب گردید. تلگرافهای واصله از پاریس و لندن حاکی است که کنفرانس بین المللی در باب مسائل اقتصادی دایر و نمایندگان دول مختلفه در آن شرکت جسته اند و نتیجه مذاکرات تا چند روز دیگر منتشر خواهد شد. از طرف وزارت فواید عامه و تجارت اعلان میشود که بموجب قانون مصوب مجلس شورای ملی امتیاز استخراج معادن ذغال سنگ واقع در حوالی مشهد به شرکت داده میشود و مدت امتیاز و شرایط آن در مواد ذیل درج گردیده است و هر کس طالب باشد میتواند در مدت مقرر به اداره مربوطه مراجعه نماید. خبرنگار ما از تهران اطلاع میدهد که جلسه دیروز مجلس با حضور اکثریت نمایندگان تشکیل و پس از قرائت صورت مجلس جلسه قبل لوایح دولت مطرح و مذاکرات مفصلی بعمل آمد و بالاخره با اکثریت آراء تصویب گردید. تلگرافهای واصله از پاریس و لندن حاکی است که کنفرانس بین المللی در باب مسائل اقتصادی دایر و نمایندگان دول مختلفه در آن شرکت جسته اند و نتیجه مذاکرات تا چند روز دیگر منتشر خواهد شد. از طرف وزارت فواید عامه و تجارت اعلان میشود که بموجب قانون مصوب مجلس شورای ملی امتیاز استخراج معادن ذغال سنگ واقع در حوالی مشهد به شرکت داده میشود و مدت امتیاز و شرایط آن در مواد ذیل درج گردیده است و هر کس طالب باشد میتواند در مدت مقرر به اداره مربوطه مراجعه نماید. خبرنگار ما از تهران اطلاع میدهد که جلسه دیروز مجلس با حضور اکثریت نمایندگان تشکیل و پس از قرائت صورت مجلس جلسه قبل لوایح دولت مطرح و مذاکرات مفصلی بعمل آمد و بالاخره با اکثریت آراء تصویب گردید. تلگرافهای واصله از پاریس و لندن حاکی است که کنفرانس بین المللی در باب مسائل اقتصادی دایر و نمایندگان دول مختلفه در آن شرکت جسته اند و نتیجه مذاکرات تا چند روز دیگر منتشر خواهد شد. از طرف وزارت فواید عامه و تجارت اعلان میشود که بموجب قانون مصوب مجلس شورای ملی امتیاز استخراج معادن ذغال سنگ واقع در حوالی مشهد به شرکت داده میشود و مدت امتیاز و شرایط آن در مواد ذیل درج گردیده است و هر کس طالب باشد میتواند در مدت مقرر به اداره مربوطه مراجعه نماید. خبرنگار ما از تهران اطلاع میدهد که جلسه دیروز مجلس با حضور اکثریت نمایندگان تشکیل و پس از قرائت صورت مجلس جلسه قبل لوایح دولت مطرح و مذاکرات مفصلی بعمل آمد و بالاخره با اکثریت آراء تصویب گردید. تلگرافهای واصله از پاریس و لندن حاکی است که کنفرانس بین المللی در باب مسائل اقتصادی دایر و نمایندگان دول مختلفه در آن شرکت جسته اند و نتیجه مذاکرات تا چند روز دیگر منتشر خواهد شد. از طرف وزارت فواید عامه و تجارت اعلان میشود که بموجب قانون مصوب مجلس شورای ملی امتیاز استخراج معادن ذغال سنگ واقع در حوالی مشهد به شرکت داده میشود و مدت امتیاز و شرایط آن در مواد ذیل درج گردیده است و هر کس طالب باشد میتواند در مدت مقرر به اداره مربوطه مراجعه نماید. خبرنگار ما از تهران اطلاع میدهد که جلسه دیروز مجلس با حضور اکثریت نمایندگان تشکیل و پس از قرائت صورت مجلس جلسه قبل لوایح دولت مطرح و مذاکرات مفصلی بعمل آمد و بالاخره با اکثریت آراء تصویب گردید. تلگرافهای واصله از پاریس و لندن حاکی است که کنفرانس بین المللی در باب مسائل اقتصادی دایر و نمایندگان دول مختلفه در آن شرکت جسته اند و نتیجه مذاکرات تا چند روز دیگر منتشر خواهد شد. bbox=[115, 41, 203, 1933]
column-text: از طرف وزارت فواید عامه و تجارت اعلان میشود که بموجب قانون مصوب مجلس شورای ملی امتیاز استخراج معادن ذغال سنگ واقع در حوالی مشهد به شرکت داده میشود و مدت امتیاز و شرایط آن در مواد ذیل درج گردیده است و هر کس طالب باشد میتواند در مدت مقرر به اداره مربوطه مراجعه نماید. خبرنگار ما از تهران اطلاع میدهد که جلسه دیروز مجلس با حضور اکثریت نمایندگان تشکیل و پس از قرائت صورت مجلس جلسه قبل لوایح دولت مطرح و مذاکرات مفصلی بعمل آمد و بالاخره با اکثریت آراء تصویب گردید. تلگرافهای واصله از پاریس و لندن حاکی است که کنفرانس بین المللی در باب مسائل اقتصادی دایر و نمایندگان دول مختلفه در آن شرکت جسته اند و نتیجه مذاکرات تا چند روز دیگر منتشر خواهد شد. از طرف وزارت فواید عامه و تجارت اعلان میشود که بموجب قانون مصوب مجلس شورای ملی امتیاز استخراج معادن ذغال سنگ واقع در حوالی مشهد به شرکت داده میشود و مدت امتیاز و شرایط آن در مواد ذیل درج گردیده است و هر کس طالب باشد میتواند در مدت مقرر به اداره مربوطه مراجعه نماید. خبرنگار ما از تهران اطلاع میدهد که جلسه دیروز مجلس با حضور اکثریت نمایندگان تشکیل و پس از قرائت صورت مجلس جلسه قبل لوایح دولت مطرح و مذاکرات مفصلی بعمل آمد و بالاخره با اکثریت آراء تصویب گردید. تلگرافهای واصله از پاریس و لندن حاکی است که کنفرانس بین المللی در باب مسائل اقتصادی دایر و نمایندگان دول مختلفه در آن شرکت جسته اند و نتیجه مذاکرات تا چند روز دیگر منتشر خواهد شد. از طرف وزارت فواید عامه و تجارت اعلان میشود که بموجب قانون مصوب مجلس شورای ملی امتیاز استخراج معادن ذغال سنگ واقع در حوالی مشهد به شرکت داده میشود و مدت امتیاز و شرایط آن در مواد ذیل درج گردیده است و هر کس طالب باشد میتواند در مدت مقرر به اداره مربوطه مراجعه نماید. خبرنگار ما از تهران اطلاع میدهد که جلسه دیروز مجلس با حضور اکثریت نمایندگان تشکیل و پس از قرائت صورت مجلس جلسه قبل لوایح دولت مطرح و مذاکرات مفصلی بعمل آمد و بالاخره با اکثریت آراء تصویب گردید. تلگرافهای واصله از پاریس و لندن حاکی است که کنفرانس بین المللی در باب مسائل اقتصادی دایر و نمایندگان دول مختلفه در آن شرکت جسته اند و نتیجه مذاکرات تا چند روز دیگر منتشر خواهد شد. از طرف وزارت فواید عامه و تجارت اعلان میشود که بموجب قانون مصوب مجلس شورای ملی امتیاز استخراج معادن ذغال سنگ واقع در حوالی مشهد به شرکت داده میشود و مدت امتیاز و شرایط آن در مواد ذیل درج گردیده است و هر کس طالب باشد میتواند در مدت مقرر به اداره مربوطه مراجعه نماید. خبرنگار ما از تهران اطلاع میدهد که جلسه دیروز مجلس با حضور اکثریت نمایندگان تشکیل و پس از قرائت صورت مجلس جلسه قبل لوایح دولت مطرح و مذاکرات مفصلی بعمل آمد و بالاخره با اکثریت آراء تصویب گردید. تلگرافهای واصله از پاریس و لندن حاکی است که کنفرانس بین المللی در باب مسائل اقتصادی دایر و نمایندگان دول مختلفه در آن شرکت جسته اند و نتیجه مذاکرات تا چند روز دیگر منتشر خواهد شد. از طرف وزارت فواید عامه و تجارت اعلان میشود که بموجب قانون مصوب مجلس شورای ملی امتیاز استخراج معادن ذغال سنگ واقع در حوالی مشهد به شرکت داده میشود و مدت امتیاز و شرایط آن در مواد ذیل درج گردیده است و هر کس طالب باشد میتواند در مدت مقرر به اداره مربوطه مراجعه نماید. خبرنگار ما از تهران اطلاع میدهد که جلسه دیروز مجلس با حضور اکثریت نمایندگان تشکیل و پس از قرائت صورت مجلس جلسه قبل لوایح دولت مطرح و مذاکرات مفصلی بعمل آمد و بالاخره با اکثریت آراء تصویب گردید. تلگرافهای واصله از پاریس و لندن حاکی است که کنفرانس بین المللی در باب مسائل اقتصادی دایر و نمایندگان دول مختلفه در آن شرکت جسته اند و نتیجه مذاکرات تا چند روز دیگر منتشر خواهد شد. از طرف وزارت فواید عامه و تجارت اعلان میشود که بموجب قانون مصوب مجلس شورای ملی امتیاز استخراج معادن ذغال سنگ واقع در حوالی مشهد به شرکت داده میشود و مدت امتیاز و شرایط آن در مواد ذیل درج گردیده است و هر کس طالب باشد میتواند در مدت مقرر به اداره مربوطه مراجعه نماید. خبرنگار ما از تهران اطلاع میدهد که جلسه دیروز مجلس با حضور اکثریت نمایندگان تشکیل و پس از قرائت صورت مجلس جلسه قبل لوایح دولت مطرح و مذاکرات مفصلی بعمل آمد و بالاخره با اکثریت آراء تصویب گردید. تلگرافهای واصله از پاریس و لندن حاکی است که کنفرانس بین المللی در باب مسائل اقتصادی دایر و نمایندگان دول مختلفه در آن شرکت جسته اند و نتیجه مذاکرات تا چند روز دیگر منتشر خواهد شد. از طرف وزارت فواید عامه و تجارت اعلان میشود که بموجب قانون مصوب مجلس شورای ملی امتیاز استخراج معادن ذغال سنگ واقع در حوالی مشهد به شرکت داده میشود و مدت امتیاز و شرایط آن در مواد ذیل درج گردیده است و هر کس طالب باشد میتواند در مدت مقرر به اداره مربوطه مراجعه نماید. خبرنگار ما از تهران اطلاع میدهد که جلسه دیروز مجلس با حضور اکثریت نمایندگان تشکیل و پس از قرائت صورت مجلس جلسه قبل لوایح دولت مطرح و مذاکرات مفصلی بعمل آمد و بالاخره با اکثریت آراء تصویب گردید. تلگرافهای واصله از پاریس و لندن حاکی است که کنفرانس بین المللی در باب مسائل اقتصادی دایر و نمایندگان دول مختلفه در آن شرکت جسته اند و نتیجه مذاکرات تا چند روز دیگر منتشر خواهد شد. از طرف وزارت فواید عامه و تجارت اعلان میشود که بموجب قانون مصوب مجلس شورای ملی امتیاز استخراج معادن ذغال سنگ واقع در حوالی مشهد به شرکت داده میشود و مدت امتیاز و شرایط آن در مواد ذیل درج گردیده است و هر کس طالب باشد میتواند در مدت مقرر به اداره مربوطه مراجعه نماید. خبرنگار ما از تهران اطلاع میدهد که جلسه دیروز مجلس با حضور اکثریت نمایندگان تشکیل و پس از قرائت صورت مجلس جلسه قبل لوایح دولت مطرح و مذاکرات مفصلی بعمل آمد و بالاخره با اکثریت آراء تصویب گردید. تلگرافهای واصله از پاریس و لندن حاکی است که کنفرانس بین المللی در باب مسائل اقتصادی دایر و نمایندگان دول مختلفه در آن شرکت جسته اند و نتیجه مذاکرات تا چند روز دیگر منتشر خواهد شد. از طرف وزارت فواید عامه و تجارت اعلان میشود که بموجب قانون مصوب مجلس شورای ملی امتیاز استخراج معادن ذغال سنگ واقع در حوالی مشهد به شرکت داده میشود و مدت امتیاز و شرایط آن در مواد ذیل درج گردیده است و هر کس طالب باشد میتواند در مدت مقرر به اداره مربوطه مراجعه نماید. خبرنگار ما از تهران اطلاع میدهد که جلسه دیروز مجلس با حضور اکثریت نمایندگان تشکیل و پس از قرائت صورت مجلس جلسه قبل لوایح دولت مطرح و مذاکرات مفصلی بعمل آمد و بالاخره با اکثریت آراء تصویب گردید. تلگرافهای واصله از پاریس و لندن حاکی است که کنفرانس بین المللی در باب مسائل اقتصادی دایر و نمایندگان دول مختلفه در آن شرکت جسته اند و نتیجه مذاکرات تا چند روز دیگر منتشر خواهد شد. از طرف وزارت فواید عامه و تجارت اعلان میشود که بموجب قانون مصوب مجلس شورای ملی امتیاز استخراج معادن ذغال سنگ واقع در حوالی مشهد به شرکت داده میشود و مدت امتیاز و شرایط آن در مواد ذیل درج گردیده است و هر کس طالب باشد میتواند در مدت مقرر به اداره مربوطه مراجعه نماید. خبرنگار ما از تهران اطلاع میدهد که جلسه دیروز مجلس با حضور اکثریت نمایندگان تشکیل و پس از قرائت صورت مجلس جلسه قبل لوایح دولت مطرح و مذاکرات مفصلی بعمل آمد و بالاخره با اکثریت آراء تصویب گردید. تلگرافهای واصله از پاریس و لندن حاکی است که کنفرانس بین المللی در باب مسائل اقتصادی دایر و نمایندگان دول مختلفه در آن شرکت جسته اند و نتیجه مذاکرات تا چند روز دیگر منتشر خواهد شد. از طرف وزارت فواید عامه و تجارت اعلان میشود که بموجب قانون مصوب مجلس شورای ملی امتیاز استخراج معادن ذغال سنگ واقع در حوالی مشهد به شرکت داده میشود و مدت امتیاز و شرایط آن در مواد ذیل درج گردیده است و هر کس طالب باشد میتواند در مدت مقرر به اداره مربوطه مراجعه نماید. خبرنگار ما از تهران اطلاع میدهد که جلسه دیروز مجلس با حضور اکثریت نمایندگان تشکیل و پس از قرائت صورت مجلس جلسه قبل لوایح دولت مطرح و مذاکرات مفصلی بعمل آمد و بالاخره با اکثریت آراء تصویب گردید. تلگرافهای واصله از پاریس و لندن حاکی است که کنفرانس بین المللی در باب مسائل اقتصادی دایر و نمایندگان دول مختلفه در آن شرکت جسته اند و نتیجه مذاکرات تا چند روز دیگر منتشر خواهد شد. از طرف وزارت فواید عامه و تجارت اعلان میشود که بموجب قانون مصوب مجلس شورای ملی امتیاز استخراج معادن ذغال سنگ واقع در حوالی مشهد به شرکت داده میشود و مدت امتیاز و شرایط آن در مواد ذیل درج گردیده است و هر کس طالب باشد میتواند در مدت مقرر به اداره مربوطه مراجعه نماید. خبرنگار ما از تهران اطلاع میدهد که جلسه دیروز مجلس با حضور اکثریت نمایندگان تشکیل و پس از قرائت صورت مجلس جلسه قبل لوایح دولت مطرح و مذاکرات مفصلی بعمل آمد و بالاخره با اکثریت آراء تصویب گردید. تلگرافهای واصله از پاریس و لندن حاکی است که کنفرانس بین المللی در باب مسائل اقتصادی دایر و نمایندگان دول مختلفه در آن شرکت جسته اند و نتیجه مذاکرات تا چند روز دیگر منتشر خواهد شد. از طرف وزارت فواید عامه و تجارت اعلان میشود که بموجب قانون مصوب مجلس شورای ملی امتیاز استخراج معادن ذغال سنگ واقع در حوالی مشهد به شرکت داده میشود و مدت امتیاز و شرایط آن در مواد ذیل درج گردیده است و هر کس طالب باشد میتواند در مدت مقرر به اداره مربوطه مراجعه نماید. خبرنگار ما از تهران اطلاع میدهد که جلسه دیروز مجلس با حضور اکثریت نمایندگان تشکیل و پس از قرائت صورت مجلس جلسه قبل لوایح دولت مطرح و مذاکرات مفصلی بعمل آمد و بالاخره با اکثریت آراء تصویب گردید. تلگرافهای واصله از پاریس و لندن حاکی است که کنفرانس بین المللی در باب مسائل اقتصادی دایر و نمایندگان دول مختلفه در آن شرکت جسته اند و نتیجه مذاکرات تا چند روز دیگر منتشر خواهد شد. از طرف وزارت فواید عامه و تجارت اعلان میشود که بموجب قانون مصوب مجلس شورای ملی امتیاز استخراج معادن ذغال سنگ واقع در حوالی مشهد به شرکت داده میشود و مدت امتیاز و شرایط آن در مواد ذیل درج گردیده است و هر کس طالب باشد میتواند در مدت مقرر به اداره مربوطه مراجعه نماید. خبرنگار ما از تهران اطلاع میدهد که جلسه دیروز مجلس با حضور اکثریت نمایندگان تشکیل و پس از قرائت صورت مجلس جلسه قبل لوایح دولت مطرح و مذاکرات مفصلی بعمل آمد و بالاخره با اکثریت آراء تصویب گردید. تلگرافهای واصله از پاریس و لندن حاکی است که کنفرانس بین المللی در باب مسائل اقتصادی دایر و نمایندگان دول مختلفه در آن شرکت جسته اند و نتیجه مذاکرات تا چند روز دیگر منتشر خواهد شد. bbox=[600, 50, 691, 1896]
left-page bbox=[18, 8, 392, 1933]
right-col-4 bbox=[693, 21, 790, 1841]
page-gutter bbox=[395, 0, 401, 565]
